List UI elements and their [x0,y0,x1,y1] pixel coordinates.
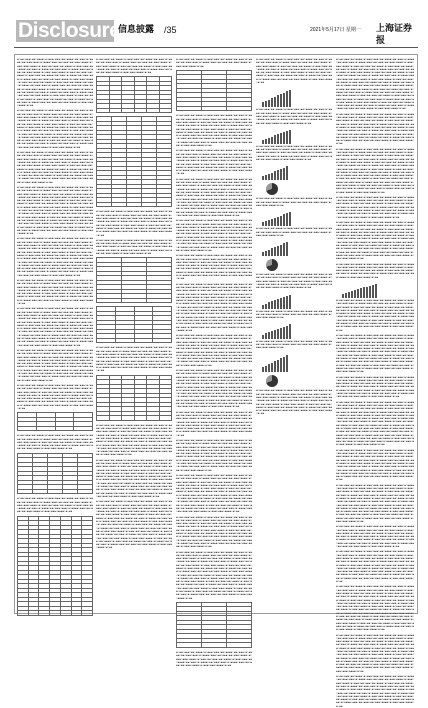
mini-pie-chart [266,183,278,195]
text-block: ▪▫▪▪▫▪▪▪▫▪▪▫▪▪▪▪▫▪▫▪▪▪▫▪▪▪▫▪▪▫▪▪▪▪▫▪▪▫▪▪▪▫▪▫▪▪▪▪▫▪▪▫▪▪▪▫▪▪▪▫▪▫▪▪▪▪▫▪▪▪▫▪▪▫▪▪▪▫▪▪▫▪▪▪▫▪▪▪▪▫▪▫▪▪▪▫▪▪▪▫▪▪▪▪▫▪▫▪▪▪▫▪▪▫▪▪▪▫▪▪▫▪▪▪▪▫▪▫▪▪▪▫▪▪▪▫▪▪▫▪▪▪▪▫▪▪▫▪▪▪▫▪▫▪▪▪▪▫▪▪▫▪▪▪▫▪▪▪▫▪▫▪▪▪▪▫▪▪▪▫▪▪▫▪▪▪▫▪▪▫▪▪▪▫▪▪▪▪▫▪▫▪▪▪▫▪▪▪▫▪▪▪▪▫▪▫▪▪▪▫▪▪▫▪▪▪▫▪▪▫▪▪▪▪▫▪▫▪▪▪▫▪▪▪▫▪▪▫▪▪▪▪▫▪▪▫▪▪▪▫▪▫▪▪▪▪▫▪▪▫▪▪▪▫▪▪▪▫▪▫▪▪▪▪▫▪▪▪▫▪▪▫▪▪▪▫▪▪▫▪▪▪▫▪▪▪▪▫▪▫▪▪▪▫▪▪▪▫▪▪▪▪▫▪▫▪▪▪▫▪▪▫▪▪▪▫▪▪▫▪▪▪▪▫▪▫▪▪▪▫▪▪▪▫▪▪▫▪▪▪▪▫▪▪▫▪▪▪▫▪▫▪▪▪▪▫▪▪▫▪▪▪▫▪▪▪▫▪▫▪▪▪▪▫▪▪▪▫▪▪▫▪▪▪▫▪▪▫▪▪▪▫▪▪▪▪▫▪▫▪▪▪▫▪▪▪▫▪▪▪▪▫▪▫▪▪▪▫▪▪▫▪▪▪▫▪▪▫▪▪▪▪▫▪▫▪▪▪▫▪▪▪▫▪▪▫▪▪▪▪▫▪▪▫▪▪▪▫▪▫▪▪▪▪▫▪▪▫▪▪▪▫▪▪▪▫▪▫▪▪▪▪▫▪▪▪▫▪▪▫▪▪▪▫▪▪▫▪▪▪▫▪▪▪▪▫▪▫▪▪▪▫▪▪▪▫▪▪▪▪▫▪▫▪▪▪▫▪▪▫▪▪▪▫▪▪▫▪▪▪▪▫▪▫▪▪▪▫▪▪▪▫▪▪▫▪▪▪▪▫▪▪▫▪▪▪▫▪▫▪▪▪▪▫▪▪▫▪▪▪▫▪▪▪▫▪▫▪▪▪▪▫▪▪▪▫▪▪▫▪▪▪▫▪▪▫▪▪▪▫▪▪▪▪▫▪▫▪▪▪▫▪▪▪▫▪▪▪▪▫▪▫▪▪ [176,282,252,332]
text-block: ▪▫▪▪▫▪▪▪▫▪▪▫▪▪▪▪▫▪▫▪▪▪▫▪▪▪▫▪▪▫▪▪▪▪▫▪▪▫▪▪▪▫▪▫▪▪▪▪▫▪▪▫▪▪▪▫▪▪▪▫▪▫▪▪▪▪▫▪▪▪▫▪▪▫▪▪▪▫▪▪▫▪▪▪▫▪▪▪▪▫▪▫▪▪▪▫▪▪▪▫▪▪▪▪▫▪▫▪▪▪▫▪▪▫▪▪▪▫▪▪▫▪▪▪▪▫▪▫▪▪▪▫▪▪▪▫▪▪▫▪▪▪▪▫▪▪▫▪▪▪▫▪▫▪▪▪▪▫▪▪▫▪▪▪▫▪▪▪▫▪▫▪▪▪▪▫▪▪▪▫▪▪▫▪▪▪▫▪▪▫▪▪▪▫▪▪▪▪▫▪▫▪▪▪▫▪▪▪▫▪▪▪▪▫▪▫▪▪ [256,108,332,125]
text-block: ▪▫▪▪▫▪▪▪▫▪▪▫▪▪▪▪▫▪▫▪▪▪▫▪▪▪▫▪▪▫▪▪▪▪▫▪▪▫▪▪▪▫▪▫▪▪▪▪▫▪▪▫▪▪▪▫▪▪▪▫▪▫▪▪▪▪▫▪▪▪▫▪▪▫▪▪▪▫▪▪▫▪▪▪▫▪▪▪▪▫▪▫▪▪▪▫▪▪▪▫▪▪▪▪▫▪▫▪▪▪▫▪▪▫▪▪▪▫▪▪▫▪▪▪▪▫▪▫▪▪▪▫▪▪▪▫▪▪▫▪▪▪▪▫▪▪▫▪▪▪▫▪▫▪▪▪▪▫▪▪▫▪▪▪▫▪▪▪▫▪▫▪▪▪▪▫▪▪▪▫▪▪▫▪▪▪▫▪▪▫▪▪▪▫▪▪▪▪▫▪▫▪▪▪▫▪▪▪▫▪▪▪▪▫▪▫▪▪ [176,650,252,668]
text-block: ▪▫▪▪▫▪▪▪▫▪▪▫▪▪▪▪▫▪▫▪▪▪▫▪▪▪▫▪▪▫▪▪▪▪▫▪▪▫▪▪▪▫▪▫▪▪▪▪▫▪▪▫▪▪▪▫▪▪▪▫▪▫▪▪▪▪▫▪▪▪▫▪▪▫▪▪▪▫▪▪▫▪▪▪▫▪▪▪▪▫▪▫▪▪▪▫▪▪▪▫▪▪▪▪▫▪▫▪▪▪▫▪▪▫▪▪▪▫▪▪▫▪▪▪▪▫▪▫▪▪▪▫▪▪▪▫▪▪▫▪▪▪▪▫▪▪▫▪▪▪▫▪▫▪▪▪▪▫▪▪▫▪▪▪▫▪▪▪▫▪▫▪▪▪▪▫▪▪▪▫▪▪▫▪▪▪▫▪▪▫▪▪▪▫▪▪▪▪▫▪▫▪▪▪▫▪▪▪▫▪▪▪▪▫▪▫▪▪▪▫▪▪▫▪▪▪▫▪▪▫▪▪▪▪▫▪▫▪▪▪▫▪▪▪▫▪▪▫▪▪▪▪▫▪▪▫▪▪▪▫▪▫▪▪▪▪▫▪▪▫▪▪▪▫▪▪▪▫▪▫▪▪▪▪▫▪▪▪▫▪▪▫▪▪▪▫▪▪▫▪▪▪▫▪▪▪▪▫▪▫▪▪▪▫▪▪▪▫▪▪▪▪▫▪▫▪▪ [176,149,252,176]
data-table [17,453,93,495]
text-block: ▪▫▪▪▫▪▪▪▫▪▪▫▪▪▪▪▫▪▫▪▪▪▫▪▪▪▫▪▪▫▪▪▪▪▫▪▪▫▪▪▪▫▪▫▪▪▪▪▫▪▪▫▪▪▪▫▪▪▪▫▪▫▪▪▪▪▫▪▪▪▫▪▪▫▪▪▪▫▪▪▫▪▪▪▫▪▪▪▪▫▪▫▪▪▪▫▪▪▪▫▪▪▪▪▫▪▫▪▪▪▫▪▪▫▪▪▪▫▪▪▫▪▪▪▪▫▪▫▪▪▪▫▪▪▪▫▪▪▫▪▪▪▪▫▪▪▫▪▪▪▫▪▫▪▪▪▪▫▪▪▫▪▪▪▫▪▪▪▫▪▫▪▪▪▪▫▪▪▪▫▪▪▫▪▪▪▫▪▪▫▪▪▪▫▪▪▪▪▫▪▫▪▪▪▫▪▪▪▫▪▪▪▪▫▪▫▪▪▪▫▪▪▫▪▪▪▫▪▪▫▪▪▪▪▫▪▫▪▪▪▫▪▪▪▫▪▪▫▪▪▪▪▫▪▪▫▪▪▪▫▪▫▪▪▪▪▫▪▪▫▪▪▪▫▪▪▪▫▪▫▪▪▪▪▫▪▪▪▫▪▪▫▪▪▪▫▪▪▫▪▪▪▫▪▪▪▪▫▪▫▪▪▪▫▪▪▪▫▪▪▪▪▫▪▫▪▪▪▫▪▪▫▪▪▪▫▪▪▫▪▪▪▪▫▪▫▪▪▪▫▪▪▪▫▪▪▫▪▪▪▪▫▪▪▫▪▪▪▫▪▫▪▪▪▪▫▪▪▫▪▪▪▫▪▪▪▫▪▫▪▪▪▪▫▪▪▪▫▪▪▫▪▪▪▫▪▪▫▪▪▪▫▪▪▪▪▫▪▫▪▪▪▫▪▪▪▫▪▪▪▪▫▪▫▪▪▪▫▪▪▫▪▪▪▫▪▪▫▪▪▪▪▫▪▫▪▪▪▫▪▪▪▫▪▪▫▪▪▪▪▫▪▪▫▪▪▪▫▪▫▪▪▪▪▫▪▪▫▪▪▪▫▪▪▪▫▪▫▪▪▪▪▫▪▪▪▫▪▪▫▪▪▪▫▪▪▫▪▪▪▫▪▪▪▪▫▪▫▪▪▪▫▪▪▪▫▪▪▪▪▫▪▫▪▪▪▫▪▪▫▪▪▪▫▪▪▫▪▪▪▪▫▪▫▪▪▪▫▪▪▪▫▪▪▫▪▪▪▪▫▪▪▫▪▪▪▫▪▫▪▪▪▪▫▪▪▫▪▪▪▫▪▪▪▫▪▫▪▪▪▪▫▪▪▪▫▪▪▫▪▪▪▫▪▪▫▪▪▪▫▪▪▪▪▫▪▫▪▪▪▫▪▪▪▫▪▪▪▪▫▪▫▪▪▪▫▪▪▫▪▪▪▫▪▪▫▪▪▪▪▫▪▫▪▪▪▫▪▪▪▫▪▪▫▪▪▪▪▫▪▪▫▪▪▪▫▪▫▪▪▪▪▫▪▪▫▪▪▪▫▪▪▪▫▪▫▪▪▪▪▫▪▪▪▫▪▪▫▪▪▪▫▪▪▫▪▪▪▫▪▪▪▪▫▪▫▪▪▪▫▪▪▪▫▪▪▪▪▫▪▫▪▪ [336,58,414,111]
text-block: ▪▫▪▪▫▪▪▪▫▪▪▫▪▪▪▪▫▪▫▪▪▪▫▪▪▪▫▪▪▫▪▪▪▪▫▪▪▫▪▪▪▫▪▫▪▪▪▪▫▪▪▫▪▪▪▫▪▪▪▫▪▫▪▪▪▪▫▪▪▪▫▪▪▫▪▪▪▫▪▪▫▪▪▪▫▪▪▪▪▫▪▫▪▪▪▫▪▪▪▫▪▪▪▪▫▪▫▪▪▪▫▪▪▫▪▪▪▫▪▪▫▪▪▪▪▫▪▫▪▪▪▫▪▪▪▫▪▪▫▪▪▪▪▫▪▪▫▪▪▪▫▪▫▪▪▪▪▫▪▪▫▪▪▪▫▪▪▪▫▪▫▪▪▪▪▫▪▪▪▫▪▪▫▪▪▪▫▪▪▫▪▪▪▫▪▪▪▪▫▪▫▪▪▪▫▪▪▪▫▪▪▪▪▫▪▫▪▪▪▫▪▪▫▪▪▪▫▪▪▫▪▪▪▪▫▪▫▪▪▪▫▪▪▪▫▪▪▫▪▪▪▪▫▪▪▫▪▪▪▫▪▫▪▪▪▪▫▪▪▫▪▪▪▫▪▪▪▫▪▫▪▪▪▪▫▪▪▪▫▪▪▫▪▪▪▫▪▪▫▪▪▪▫▪▪▪▪▫▪▫▪▪▪▫▪▪▪▫▪▪▪▪▫▪▫▪▪▪▫▪▪▫▪▪▪▫▪▪▫▪▪▪▪▫▪▫▪▪▪▫▪▪▪▫▪▪▫▪▪▪▪▫▪▪▫▪▪▪▫▪▫▪▪▪▪▫▪▪▫▪▪▪▫▪▪▪▫▪▫▪▪▪▪▫▪▪▪▫▪▪▫▪▪▪▫▪▪▫▪▪▪▫▪▪▪▪▫▪▫▪▪▪▫▪▪▪▫▪▪▪▪▫▪▫▪▪▪▫▪▪▫▪▪▪▫▪▪▫▪▪▪▪▫▪▫▪▪▪▫▪▪▪▫▪▪▫▪▪▪▪▫▪▪▫▪▪▪▫▪▫▪▪▪▪▫▪▪▫▪▪▪▫▪▪▪▫▪▫▪▪▪▪▫▪▪▪▫▪▪▫▪▪▪▫▪▪▫▪▪▪▫▪▪▪▪▫▪▫▪▪▪▫▪▪▪▫▪▪▪▪▫▪▫▪▪▪▫▪▪▫▪▪▪▫▪▪▫▪▪▪▪▫▪▫▪▪▪▫▪▪▪▫▪▪▫▪▪▪▪▫▪▪▫▪▪▪▫▪▫▪▪▪▪▫▪▪▫▪▪▪▫▪▪▪▫▪▫▪▪▪▪▫▪▪▪▫▪▪▫▪▪▪▫▪▪▫▪▪▪▫▪▪▪▪▫▪▫▪▪▪▫▪▪▪▫▪▪▪▪▫▪▫▪▪ [17,185,93,236]
column-1 [17,58,93,610]
text-block: ▪▫▪▪▫▪▪▪▫▪▪▫▪▪▪▪▫▪▫▪▪▪▫▪▪▪▫▪▪▫▪▪▪▪▫▪▪▫▪▪▪▫▪▫▪▪▪▪▫▪▪▫▪▪▪▫▪▪▪▫▪▫▪▪▪▪▫▪▪▪▫▪▪▫▪▪▪▫▪▪▫▪▪▪▫▪▪▪▪▫▪▫▪▪▪▫▪▪▪▫▪▪▪▪▫▪▫▪▪▪▫▪▪▫▪▪▪▫▪▪▫▪▪▪▪▫▪▫▪▪▪▫▪▪▪▫▪▪▫▪▪▪▪▫▪▪▫▪▪▪▫▪▫▪▪▪▪▫▪▪▫▪▪▪▫▪▪▪▫▪▫▪▪▪▪▫▪▪▪▫▪▪▫▪▪▪▫▪▪▫▪▪▪▫▪▪▪▪▫▪▫▪▪▪▫▪▪▪▫▪▪▪▪▫▪▫▪▪▪▫▪▪▫▪▪▪▫▪▪▫▪▪▪▪▫▪▫▪▪▪▫▪▪▪▫▪▪▫▪▪▪▪▫▪▪▫▪▪▪▫▪▫▪▪▪▪▫▪▪▫▪▪▪▫▪▪▪▫▪▫▪▪▪▪▫▪▪▪▫▪▪▫▪▪▪▫▪▪▫▪▪▪▫▪▪▪▪▫▪▫▪▪▪▫▪▪▪▫▪▪▪▪▫▪▫▪▪▪▫▪▪▫▪▪▪▫▪▪▫▪▪▪▪▫▪▫▪▪▪▫▪▪▪▫▪▪▫▪▪▪▪▫▪▪▫▪▪▪▫▪▫▪▪▪▪▫▪▪▫▪▪▪▫▪▪▪▫▪▫▪▪▪▪▫▪▪▪▫▪▪▫▪▪▪▫▪▪▫▪▪▪▫▪▪▪▪▫▪▫▪▪▪▫▪▪▪▫▪▪▪▪▫▪▫▪▪▪▫▪▪▫▪▪▪▫▪▪▫▪▪▪▪▫▪▫▪▪▪▫▪▪▪▫▪▪▫▪▪▪▪▫▪▪▫▪▪▪▫▪▫▪▪▪▪▫▪▪▫▪▪▪▫▪▪▪▫▪▫▪▪▪▪▫▪▪▪▫▪▪▫▪▪▪▫▪▪▫▪▪▪▫▪▪▪▪▫▪▫▪▪▪▫▪▪▪▫▪▪▪▪▫▪▫▪▪▪▫▪▪▫▪▪▪▫▪▪▫▪▪▪▪▫▪▫▪▪▪▫▪▪▪▫▪▪▫▪▪▪▪▫▪▪▫▪▪▪▫▪▫▪▪▪▪▫▪▪▫▪▪▪▫▪▪▪▫▪▫▪▪▪▪▫▪▪▪▫▪▪▫▪▪▪▫▪▪▫▪▪▪▫▪▪▪▪▫▪▫▪▪▪▫▪▪▪▫▪▪▪▪▫▪▫▪▪ [336,400,414,447]
text-block: ▪▫▪▪▫▪▪▪▫▪▪▫▪▪▪▪▫▪▫▪▪▪▫▪▪▪▫▪▪▫▪▪▪▪▫▪▪▫▪▪▪▫▪▫▪▪▪▪▫▪▪▫▪▪▪▫▪▪▪▫▪▫▪▪▪▪▫▪▪▪▫▪▪▫▪▪▪▫▪▪▫▪▪▪▫▪▪▪▪▫▪▫▪▪▪▫▪▪▪▫▪▪▪▪▫▪▫▪▪ [256,309,332,320]
text-block: ▪▫▪▪▫▪▪▪▫▪▪▫▪▪▪▪▫▪▫▪▪▪▫▪▪▪▫▪▪▫▪▪▪▪▫▪▪▫▪▪▪▫▪▫▪▪▪▪▫▪▪▫▪▪▪▫▪▪▪▫▪▫▪▪▪▪▫▪▪▪▫▪▪▫▪▪▪▫▪▪▫▪▪▪▫▪▪▪▪▫▪▫▪▪▪▫▪▪▪▫▪▪▪▪▫▪▫▪▪▪▫▪▪▫▪▪▪▫▪▪▫▪▪▪▪▫▪▫▪▪▪▫▪▪▪▫▪▪▫▪▪▪▪▫▪▪▫▪▪▪▫▪▫▪▪▪▪▫▪▪▫▪▪▪▫▪▪▪▫▪▫▪▪▪▪▫▪▪▪▫▪▪▫▪▪▪▫▪▪▫▪▪▪▫▪▪▪▪▫▪▫▪▪▪▫▪▪▪▫▪▪▪▪▫▪▫▪▪▪▫▪▪▫▪▪▪▫▪▪▫▪▪▪▪▫▪▫▪▪▪▫▪▪▪▫▪▪▫▪▪▪▪▫▪▪▫▪▪▪▫▪▫▪▪▪▪▫▪▪▫▪▪▪▫▪▪▪▫▪▫▪▪▪▪▫▪▪▪▫▪▪▫▪▪▪▫▪▪▫▪▪▪▫▪▪▪▪▫▪▫▪▪▪▫▪▪▪▫▪▪▪▪▫▪▫▪▪ [256,58,332,85]
text-block: ▪▫▪▪▫▪▪▪▫▪▪▫▪▪▪▪▫▪▫▪▪▪▫▪▪▪▫▪▪▫▪▪▪▪▫▪▪▫▪▪▪▫▪▫▪▪▪▪▫▪▪▫▪▪▪▫▪▪▪▫▪▫▪▪▪▪▫▪▪▪▫▪▪▫▪▪▪▫▪▪▫▪▪▪▫▪▪▪▪▫▪▫▪▪▪▫▪▪▪▫▪▪▪▪▫▪▫▪▪▪▫▪▪▫▪▪▪▫▪▪▫▪▪▪▪▫▪▫▪▪▪▫▪▪▪▫▪▪▫▪▪▪▪▫▪▪▫▪▪▪▫▪▫▪▪▪▪▫▪▪▫▪▪▪▫▪▪▪▫▪▫▪▪▪▪▫▪▪▪▫▪▪▫▪▪▪▫▪▪▫▪▪▪▫▪▪▪▪▫▪▫▪▪▪▫▪▪▪▫▪▪▪▪▫▪▫▪▪▪▫▪▪▫▪▪▪▫▪▪▫▪▪▪▪▫▪▫▪▪▪▫▪▪▪▫▪▪▫▪▪▪▪▫▪▪▫▪▪▪▫▪▫▪▪▪▪▫▪▪▫▪▪▪▫▪▪▪▫▪▫▪▪▪▪▫▪▪▪▫▪▪▫▪▪▪▫▪▪▫▪▪▪▫▪▪▪▪▫▪▫▪▪▪▫▪▪▪▫▪▪▪▪▫▪▫▪▪ [96,346,172,373]
data-table [96,257,172,303]
newspaper-name: 上海证券报 [376,24,413,46]
text-block: ▪▫▪▪▫▪▪▪▫▪▪▫▪▪▪▪▫▪▫▪▪▪▫▪▪▪▫▪▪▫▪▪▪▪▫▪▪▫▪▪▪▫▪▫▪▪▪▪▫▪▪▫▪▪▪▫▪▪▪▫▪▫▪▪▪▪▫▪▪▪▫▪▪▫▪▪▪▫▪▪▫▪▪▪▫▪▪▪▪▫▪▫▪▪▪▫▪▪▪▫▪▪▪▪▫▪▫▪▪ [256,227,332,237]
text-block: ▪▫▪▪▫▪▪▪▫▪▪▫▪▪▪▪▫▪▫▪▪▪▫▪▪▪▫▪▪▫▪▪▪▪▫▪▪▫▪▪▪▫▪▫▪▪▪▪▫▪▪▫▪▪▪▫▪▪▪▫▪▫▪▪▪▪▫▪▪▪▫▪▪▫▪▪▪▫▪▪▫▪▪▪▫▪▪▪▪▫▪▫▪▪▪▫▪▪▪▫▪▪▪▪▫▪▫▪▪▪▫▪▪▫▪▪▪▫▪▪▫▪▪▪▪▫▪▫▪▪▪▫▪▪▪▫▪▪▫▪▪▪▪▫▪▪▫▪▪▪▫▪▫▪▪▪▪▫▪▪▫▪▪▪▫▪▪▪▫▪▫▪▪▪▪▫▪▪▪▫▪▪▫▪▪▪▫▪▪▫▪▪▪▫▪▪▪▪▫▪▫▪▪▪▫▪▪▪▫▪▪▪▪▫▪▫▪▪▪▫▪▪▫▪▪▪▫▪▪▫▪▪▪▪▫▪▫▪▪▪▫▪▪▪▫▪▪▫▪▪▪▪▫▪▪▫▪▪▪▫▪▫▪▪▪▪▫▪▪▫▪▪▪▫▪▪▪▫▪▫▪▪▪▪▫▪▪▪▫▪▪▫▪▪▪▫▪▪▫▪▪▪▫▪▪▪▪▫▪▫▪▪▪▫▪▪▪▫▪▪▪▪▫▪▫▪▪▪▫▪▪▫▪▪▪▫▪▪▫▪▪▪▪▫▪▫▪▪▪▫▪▪▪▫▪▪▫▪▪▪▪▫▪▪▫▪▪▪▫▪▫▪▪▪▪▫▪▪▫▪▪▪▫▪▪▪▫▪▫▪▪▪▪▫▪▪▪▫▪▪▫▪▪▪▫▪▪▫▪▪▪▫▪▪▪▪▫▪▫▪▪▪▫▪▪▪▫▪▪▪▪▫▪▫▪▪▪▫▪▪▫▪▪▪▫▪▪▫▪▪▪▪▫▪▫▪▪▪▫▪▪▪▫▪▪▫▪▪▪▪▫▪▪▫▪▪▪▫▪▫▪▪▪▪▫▪▪▫▪▪▪▫▪▪▪▫▪▫▪▪▪▪▫▪▪▪▫▪▪▫▪▪▪▫▪▪▫▪▪▪▫▪▪▪▪▫▪▫▪▪▪▫▪▪▪▫▪▪▪▪▫▪▫▪▪▪▫▪▪▫▪▪▪▫▪▪▫▪▪▪▪▫▪▫▪▪▪▫▪▪▪▫▪▪▫▪▪▪▪▫▪▪▫▪▪▪▫▪▫▪▪▪▪▫▪▪▫▪▪▪▫▪▪▪▫▪▫▪▪▪▪▫▪▪▪▫▪▪▫▪▪▪▫▪▪▫▪▪▪▫▪▪▪▪▫▪▫▪▪▪▫▪▪▪▫▪▪▪▪▫▪▫▪▪ [336,147,414,194]
data-table [176,70,252,112]
text-block: ▪▫▪▪▫▪▪▪▫▪▪▫▪▪▪▪▫▪▫▪▪▪▫▪▪▪▫▪▪▫▪▪▪▪▫▪▪▫▪▪▪▫▪▫▪▪▪▪▫▪▪▫▪▪▪▫▪▪▪▫▪▫▪▪▪▪▫▪▪▪▫▪▪▫▪▪▪▫▪▪▫▪▪▪▫▪▪▪▪▫▪▫▪▪▪▫▪▪▪▫▪▪▪▪▫▪▫▪▪▪▫▪▪▫▪▪▪▫▪▪▫▪▪▪▪▫▪▫▪▪▪▫▪▪▪▫▪▪▫▪▪▪▪▫▪▪▫▪▪▪▫▪▫▪▪▪▪▫▪▪▫▪▪▪▫▪▪▪▫▪▫▪▪▪▪▫▪▪▪▫▪▪▫▪▪▪▫▪▪▫▪▪▪▫▪▪▪▪▫▪▫▪▪▪▫▪▪▪▫▪▪▪▪▫▪▫▪▪▪▫▪▪▫▪▪▪▫▪▪▫▪▪▪▪▫▪▫▪▪▪▫▪▪▪▫▪▪▫▪▪▪▪▫▪▪▫▪▪▪▫▪▫▪▪▪▪▫▪▪▫▪▪▪▫▪▪▪▫▪▫▪▪▪▪▫▪▪▪▫▪▪▫▪▪▪▫▪▪▫▪▪▪▫▪▪▪▪▫▪▫▪▪▪▫▪▪▪▫▪▪▪▪▫▪▫▪▪▪▫▪▪▫▪▪▪▫▪▪▫▪▪▪▪▫▪▫▪▪▪▫▪▪▪▫▪▪▫▪▪▪▪▫▪▪▫▪▪▪▫▪▫▪▪▪▪▫▪▪▫▪▪▪▫▪▪▪▫▪▫▪▪▪▪▫▪▪▪▫▪▪▫▪▪▪▫▪▪▫▪▪▪▫▪▪▪▪▫▪▫▪▪▪▫▪▪▪▫▪▪▪▪▫▪▫▪▪ [176,334,252,367]
text-block: ▪▫▪▪▫▪▪▪▫▪▪▫▪▪▪▪▫▪▫▪▪▪▫▪▪▪▫▪▪▫▪▪▪▪▫▪▪▫▪▪▪▫▪▫▪▪▪▪▫▪▪▫▪▪▪▫▪▪▪▫▪▫▪▪▪▪▫▪▪▪▫▪▪▫▪▪▪▫▪▪▫▪▪▪▫▪▪▪▪▫▪▫▪▪▪▫▪▪▪▫▪▪▪▪▫▪▫▪▪▪▫▪▪▫▪▪▪▫▪▪▫▪▪▪▪▫▪▫▪▪▪▫▪▪▪▫▪▪▫▪▪▪▪▫▪▪▫▪▪▪▫▪▫▪▪▪▪▫▪▪▫▪▪▪▫▪▪▪▫▪▫▪▪▪▪▫▪▪▪▫▪▪▫▪▪▪▫▪▪▫▪▪▪▫▪▪▪▪▫▪▫▪▪▪▫▪▪▪▫▪▪▪▪▫▪▫▪▪ [256,273,332,290]
data-table [96,116,172,207]
text-block: ▪▫▪▪▫▪▪▪▫▪▪▫▪▪▪▪▫▪▫▪▪▪▫▪▪▪▫▪▪▫▪▪▪▪▫▪▪▫▪▪▪▫▪▫▪▪▪▪▫▪▪▫▪▪▪▫▪▪▪▫▪▫▪▪▪▪▫▪▪▪▫▪▪▫▪▪▪▫▪▪▫▪▪▪▫▪▪▪▪▫▪▫▪▪▪▫▪▪▪▫▪▪▪▪▫▪▫▪▪▪▫▪▪▫▪▪▪▫▪▪▫▪▪▪▪▫▪▫▪▪▪▫▪▪▪▫▪▪▫▪▪▪▪▫▪▪▫▪▪▪▫▪▫▪▪▪▪▫▪▪▫▪▪▪▫▪▪▪▫▪▫▪▪▪▪▫▪▪▪▫▪▪▫▪▪▪▫▪▪▫▪▪▪▫▪▪▪▪▫▪▫▪▪▪▫▪▪▪▫▪▪▪▪▫▪▫▪▪▪▫▪▪▫▪▪▪▫▪▪▫▪▪▪▪▫▪▫▪▪▪▫▪▪▪▫▪▪▫▪▪▪▪▫▪▪▫▪▪▪▫▪▫▪▪▪▪▫▪▪▫▪▪▪▫▪▪▪▫▪▫▪▪▪▪▫▪▪▪▫▪▪▫▪▪▪▫▪▪▫▪▪▪▫▪▪▪▪▫▪▫▪▪▪▫▪▪▪▫▪▪▪▪▫▪▫▪▪▪▫▪▪▫▪▪▪▫▪▪▫▪▪▪▪▫▪▫▪▪▪▫▪▪▪▫▪▪▫▪▪▪▪▫▪▪▫▪▪▪▫▪▫▪▪▪▪▫▪▪▫▪▪▪▫▪▪▪▫▪▫▪▪▪▪▫▪▪▪▫▪▪▫▪▪▪▫▪▪▫▪▪▪▫▪▪▪▪▫▪▫▪▪▪▫▪▪▪▫▪▪▪▪▫▪▫▪▪ [336,448,414,482]
data-table [17,412,93,431]
mini-bar-chart [342,282,414,298]
header-rule [14,47,418,48]
text-block: ▪▫▪▪▫▪▪▪▫▪▪▫▪▪▪▪▫▪▫▪▪▪▫▪▪▪▫▪▪▫▪▪▪▪▫▪▪▫▪▪▪▫▪▫▪▪▪▪▫▪▪▫▪▪▪▫▪▪▪▫▪▫▪▪▪▪▫▪▪▪▫▪▪▫▪▪▪▫▪▪▫▪▪▪▫▪▪▪▪▫▪▫▪▪▪▫▪▪▪▫▪▪▪▪▫▪▫▪▪▪▫▪▪▫▪▪▪▫▪▪▫▪▪▪▪▫▪▫▪▪▪▫▪▪▪▫▪▪▫▪▪▪▪▫▪▪▫▪▪▪▫▪▫▪▪▪▪▫▪▪▫▪▪▪▫▪▪▪▫▪▫▪▪▪▪▫▪▪▪▫▪▪▫▪▪▪▫▪▪▫▪▪▪▫▪▪▪▪▫▪▫▪▪▪▫▪▪▪▫▪▪▪▪▫▪▫▪▪▪▫▪▪▫▪▪▪▫▪▪▫▪▪▪▪▫▪▫▪▪▪▫▪▪▪▫▪▪▫▪▪▪▪▫▪▪▫▪▪▪▫▪▫▪▪▪▪▫▪▪▫▪▪▪▫▪▪▪▫▪▫▪▪▪▪▫▪▪▪▫▪▪▫▪▪▪▫▪▪▫▪▪▪▫▪▪▪▪▫▪▫▪▪▪▫▪▪▪▫▪▪▪▪▫▪▫▪▪ [336,525,414,549]
column-2 [96,58,172,610]
text-block: ▪▫▪▪▫▪▪▪▫▪▪▫▪▪▪▪▫▪▫▪▪▪▫▪▪▪▫▪▪▫▪▪▪▪▫▪▪▫▪▪▪▫▪▫▪▪▪▪▫▪▪▫▪▪▪▫▪▪▪▫▪▫▪▪▪▪▫▪▪▪▫▪▪▫▪▪▪▫▪▪▫▪▪▪▫▪▪▪▪▫▪▫▪▪▪▫▪▪▪▫▪▪▪▪▫▪▫▪▪▪▫▪▪▫▪▪▪▫▪▪▫▪▪▪▪▫▪▫▪▪▪▫▪▪▪▫▪▪▫▪▪▪▪▫▪▪▫▪▪▪▫▪▫▪▪▪▪▫▪▪▫▪▪▪▫▪▪▪▫▪▫▪▪▪▪▫▪▪▪▫▪▪▫▪▪▪▫▪▪▫▪▪▪▫▪▪▪▪▫▪▫▪▪▪▫▪▪▪▫▪▪▪▪▫▪▫▪▪▪▫▪▪▫▪▪▪▫▪▪▫▪▪▪▪▫▪▫▪▪▪▫▪▪▪▫▪▪▫▪▪▪▪▫▪▪▫▪▪▪▫▪▫▪▪▪▪▫▪▪▫▪▪▪▫▪▪▪▫▪▫▪▪▪▪▫▪▪▪▫▪▪▫▪▪▪▫▪▪▫▪▪▪▫▪▪▪▪▫▪▫▪▪▪▫▪▪▪▫▪▪▪▪▫▪▫▪▪▪▫▪▪▫▪▪▪▫▪▪▫▪▪▪▪▫▪▫▪▪▪▫▪▪▪▫▪▪▫▪▪▪▪▫▪▪▫▪▪▪▫▪▫▪▪▪▪▫▪▪▫▪▪▪▫▪▪▪▫▪▫▪▪▪▪▫▪▪▪▫▪▪▫▪▪▪▫▪▪▫▪▪▪▫▪▪▪▪▫▪▫▪▪▪▫▪▪▪▫▪▪▪▪▫▪▫▪▪ [96,423,172,457]
page-number: /35 [164,25,177,35]
mini-bar-chart [262,128,332,144]
text-block: ▪▫▪▪▫▪▪▪▫▪▪▫▪▪▪▪▫▪▫▪▪▪▫▪▪▪▫▪▪▫▪▪▪▪▫▪▪▫▪▪▪▫▪▫▪▪▪▪▫▪▪▫▪▪▪▫▪▪▪▫▪▫▪▪▪▪▫▪▪▪▫▪▪▫▪▪▪▫▪▪▫▪▪▪▫▪▪▪▪▫▪▫▪▪▪▫▪▪▪▫▪▪▪▪▫▪▫▪▪▪▫▪▪▫▪▪▪▫▪▪▫▪▪▪▪▫▪▫▪▪▪▫▪▪▪▫▪▪▫▪▪▪▪▫▪▪▫▪▪▪▫▪▫▪▪▪▪▫▪▪▫▪▪▪▫▪▪▪▫▪▫▪▪▪▪▫▪▪▪▫▪▪▫▪▪▪▫▪▪▫▪▪▪▫▪▪▪▪▫▪▫▪▪▪▫▪▪▪▫▪▪▪▪▫▪▫▪▪▪▫▪▪▫▪▪▪▫▪▪▫▪▪▪▪▫▪▫▪▪▪▫▪▪▪▫▪▪▫▪▪▪▪▫▪▪▫▪▪▪▫▪▫▪▪▪▪▫▪▪▫▪▪▪▫▪▪▪▫▪▫▪▪▪▪▫▪▪▪▫▪▪▫▪▪▪▫▪▪▫▪▪▪▫▪▪▪▪▫▪▫▪▪▪▫▪▪▪▫▪▪▪▪▫▪▫▪▪▪▫▪▪▫▪▪▪▫▪▪▫▪▪▪▪▫▪▫▪▪▪▫▪▪▪▫▪▪▫▪▪▪▪▫▪▪▫▪▪▪▫▪▫▪▪▪▪▫▪▪▫▪▪▪▫▪▪▪▫▪▫▪▪▪▪▫▪▪▪▫▪▪▫▪▪▪▫▪▪▫▪▪▪▫▪▪▪▪▫▪▫▪▪▪▫▪▪▪▫▪▪▪▪▫▪▫▪▪▪▫▪▪▫▪▪▪▫▪▪▫▪▪▪▪▫▪▫▪▪▪▫▪▪▪▫▪▪▫▪▪▪▪▫▪▪▫▪▪▪▫▪▫▪▪▪▪▫▪▪▫▪▪▪▫▪▪▪▫▪▫▪▪▪▪▫▪▪▪▫▪▪▫▪▪▪▫▪▪▫▪▪▪▫▪▪▪▪▫▪▫▪▪▪▫▪▪▪▫▪▪▪▪▫▪▫▪▪ [336,633,414,673]
text-block: ▪▫▪▪▫▪▪▪▫▪▪▫▪▪▪▪▫▪▫▪▪▪▫▪▪▪▫▪▪▫▪▪▪▪▫▪▪▫▪▪▪▫▪▫▪▪▪▪▫▪▪▫▪▪▪▫▪▪▪▫▪▫▪▪▪▪▫▪▪▪▫▪▪▫▪▪▪▫▪▪▫▪▪▪▫▪▪▪▪▫▪▫▪▪▪▫▪▪▪▫▪▪▪▪▫▪▫▪▪▪▫▪▪▫▪▪▪▫▪▪▫▪▪▪▪▫▪▫▪▪▪▫▪▪▪▫▪▪▫▪▪▪▪▫▪▪▫▪▪▪▫▪▫▪▪▪▪▫▪▪▫▪▪▪▫▪▪▪▫▪▫▪▪▪▪▫▪▪▪▫▪▪▫▪▪▪▫▪▪▫▪▪▪▫▪▪▪▪▫▪▫▪▪▪▫▪▪▪▫▪▪▪▪▫▪▫▪▪▪▫▪▪▫▪▪▪▫▪▪▫▪▪▪▪▫▪▫▪▪▪▫▪▪▪▫▪▪▫▪▪▪▪▫▪▪▫▪▪▪▫▪▫▪▪▪▪▫▪▪▫▪▪▪▫▪▪▪▫▪▫▪▪▪▪▫▪▪▪▫▪▪▫▪▪▪▫▪▪▫▪▪▪▫▪▪▪▪▫▪▫▪▪▪▫▪▪▪▫▪▪▪▪▫▪▫▪▪▪▫▪▪▫▪▪▪▫▪▪▫▪▪▪▪▫▪▫▪▪▪▫▪▪▪▫▪▪▫▪▪▪▪▫▪▪▫▪▪▪▫▪▫▪▪▪▪▫▪▪▫▪▪▪▫▪▪▪▫▪▫▪▪▪▪▫▪▪▪▫▪▪▫▪▪▪▫▪▪▫▪▪▪▫▪▪▪▪▫▪▫▪▪▪▫▪▪▪▫▪▪▪▪▫▪▫▪▪▪▫▪▪▫▪▪▪▫▪▪▫▪▪▪▪▫▪▫▪▪▪▫▪▪▪▫▪▪▫▪▪▪▪▫▪▪▫▪▪▪▫▪▫▪▪▪▪▫▪▪▫▪▪▪▫▪▪▪▫▪▫▪▪▪▪▫▪▪▪▫▪▪▫▪▪▪▫▪▪▫▪▪▪▫▪▪▪▪▫▪▫▪▪▪▫▪▪▪▫▪▪▪▪▫▪▫▪▪ [336,220,414,261]
text-block: ▪▫▪▪▫▪▪▪▫▪▪▫▪▪▪▪▫▪▫▪▪▪▫▪▪▪▫▪▪▫▪▪▪▪▫▪▪▫▪▪▪▫▪▫▪▪▪▪▫▪▪▫▪▪▪▫▪▪▪▫▪▫▪▪▪▪▫▪▪▪▫▪▪▫▪▪▪▫▪▪▫▪▪▪▫▪▪▪▪▫▪▫▪▪▪▫▪▪▪▫▪▪▪▪▫▪▫▪▪▪▫▪▪▫▪▪▪▫▪▪▫▪▪▪▪▫▪▫▪▪▪▫▪▪▪▫▪▪▫▪▪▪▪▫▪▪▫▪▪▪▫▪▫▪▪▪▪▫▪▪▫▪▪▪▫▪▪▪▫▪▫▪▪▪▪▫▪▪▪▫▪▪▫▪▪▪▫▪▪▫▪▪▪▫▪▪▪▪▫▪▫▪▪▪▫▪▪▪▫▪▪▪▪▫▪▫▪▪▪▫▪▪▫▪▪▪▫▪▪▫▪▪▪▪▫▪▫▪▪▪▫▪▪▪▫▪▪▫▪▪▪▪▫▪▪▫▪▪▪▫▪▫▪▪▪▪▫▪▪▫▪▪▪▫▪▪▪▫▪▫▪▪▪▪▫▪▪▪▫▪▪▫▪▪▪▫▪▪▫▪▪▪▫▪▪▪▪▫▪▫▪▪▪▫▪▪▪▫▪▪▪▪▫▪▫▪▪▪▫▪▪▫▪▪▪▫▪▪▫▪▪▪▪▫▪▫▪▪▪▫▪▪▪▫▪▪▫▪▪▪▪▫▪▪▫▪▪▪▫▪▫▪▪▪▪▫▪▪▫▪▪▪▫▪▪▪▫▪▫▪▪▪▪▫▪▪▪▫▪▪▫▪▪▪▫▪▪▫▪▪▪▫▪▪▪▪▫▪▫▪▪▪▫▪▪▪▫▪▪▪▪▫▪▫▪▪▪▫▪▪▫▪▪▪▫▪▪▫▪▪▪▪▫▪▫▪▪▪▫▪▪▪▫▪▪▫▪▪▪▪▫▪▪▫▪▪▪▫▪▫▪▪▪▪▫▪▪▫▪▪▪▫▪▪▪▫▪▫▪▪▪▪▫▪▪▪▫▪▪▫▪▪▪▫▪▪▫▪▪▪▫▪▪▪▪▫▪▫▪▪▪▫▪▪▪▫▪▪▪▪▫▪▫▪▪▪▫▪▪▫▪▪▪▫▪▪▫▪▪▪▪▫▪▫▪▪▪▫▪▪▪▫▪▪▫▪▪▪▪▫▪▪▫▪▪▪▫▪▫▪▪▪▪▫▪▪▫▪▪▪▫▪▪▪▫▪▫▪▪▪▪▫▪▪▪▫▪▪▫▪▪▪▫▪▪▫▪▪▪▫▪▪▪▪▫▪▫▪▪▪▫▪▪▪▫▪▪▪▪▫▪▫▪▪ [96,500,172,550]
data-table [96,375,172,421]
text-block: ▪▫▪▪▫▪▪▪▫▪▪▫▪▪▪▪▫▪▫▪▪▪▫▪▪▪▫▪▪▫▪▪▪▪▫▪▪▫▪▪▪▫▪▫▪▪▪▪▫▪▪▫▪▪▪▫▪▪▪▫▪▫▪▪▪▪▫▪▪▪▫▪▪▫▪▪▪▫▪▪▫▪▪▪▫▪▪▪▪▫▪▫▪▪▪▫▪▪▪▫▪▪▪▪▫▪▫▪▪▪▫▪▪▫▪▪▪▫▪▪▫▪▪▪▪▫▪▫▪▪▪▫▪▪▪▫▪▪▫▪▪▪▪▫▪▪▫▪▪▪▫▪▫▪▪▪▪▫▪▪▫▪▪▪▫▪▪▪▫▪▫▪▪▪▪▫▪▪▪▫▪▪▫▪▪▪▫▪▪▫▪▪▪▫▪▪▪▪▫▪▫▪▪▪▫▪▪▪▫▪▪▪▪▫▪▫▪▪ [336,262,414,279]
column-4 [256,58,332,610]
text-block: ▪▫▪▪▫▪▪▪▫▪▪▫▪▪▪▪▫▪▫▪▪▪▫▪▪▪▫▪▪▫▪▪▪▪▫▪▪▫▪▪▪▫▪▫▪▪▪▪▫▪▪▫▪▪▪▫▪▪▪▫▪▫▪▪▪▪▫▪▪▪▫▪▪▫▪▪▪▫▪▪▫▪▪▪▫▪▪▪▪▫▪▫▪▪▪▫▪▪▪▫▪▪▪▪▫▪▫▪▪▪▫▪▪▫▪▪▪▫▪▪▫▪▪▪▪▫▪▫▪▪▪▫▪▪▪▫▪▪▫▪▪▪▪▫▪▪▫▪▪▪▫▪▫▪▪▪▪▫▪▪▫▪▪▪▫▪▪▪▫▪▫▪▪▪▪▫▪▪▪▫▪▪▫▪▪▪▫▪▪▫▪▪▪▫▪▪▪▪▫▪▫▪▪▪▫▪▪▪▫▪▪▪▪▫▪▫▪▪▪▫▪▪▫▪▪▪▫▪▪▫▪▪▪▪▫▪▫▪▪▪▫▪▪▪▫▪▪▫▪▪▪▪▫▪▪▫▪▪▪▫▪▫▪▪▪▪▫▪▪▫▪▪▪▫▪▪▪▫▪▫▪▪▪▪▫▪▪▪▫▪▪▫▪▪▪▫▪▪▫▪▪▪▫▪▪▪▪▫▪▫▪▪▪▫▪▪▪▫▪▪▪▪▫▪▫▪▪▪▫▪▪▫▪▪▪▫▪▪▫▪▪▪▪▫▪▫▪▪▪▫▪▪▪▫▪▪▫▪▪▪▪▫▪▪▫▪▪▪▫▪▫▪▪▪▪▫▪▪▫▪▪▪▫▪▪▪▫▪▫▪▪▪▪▫▪▪▪▫▪▪▫▪▪▪▫▪▪▫▪▪▪▫▪▪▪▪▫▪▫▪▪▪▫▪▪▪▫▪▪▪▪▫▪▫▪▪ [176,114,252,148]
text-block: ▪▫▪▪▫▪▪▪▫▪▪▫▪▪▪▪▫▪▫▪▪▪▫▪▪▪▫▪▪▫▪▪▪▪▫▪▪▫▪▪▪▫▪▫▪▪▪▪▫▪▪▫▪▪▪▫▪▪▪▫▪▫▪▪▪▪▫▪▪▪▫▪▪▫▪▪▪▫▪▪▫▪▪▪▫▪▪▪▪▫▪▫▪▪▪▫▪▪▪▫▪▪▪▪▫▪▫▪▪▪▫▪▪▫▪▪▪▫▪▪▫▪▪▪▪▫▪▫▪▪▪▫▪▪▪▫▪▪▫▪▪▪▪▫▪▪▫▪▪▪▫▪▫▪▪▪▪▫▪▪▫▪▪▪▫▪▪▪▫▪▫▪▪▪▪▫▪▪▪▫▪▪▫▪▪▪▫▪▪▫▪▪▪▫▪▪▪▪▫▪▫▪▪▪▫▪▪▪▫▪▪▪▪▫▪▫▪▪ [17,497,93,514]
text-block: ▪▫▪▪▫▪▪▪▫▪▪▫▪▪▪▪▫▪▫▪▪▪▫▪▪▪▫▪▪▫▪▪▪▪▫▪▪▫▪▪▪▫▪▫▪▪▪▪▫▪▪▫▪▪▪▫▪▪▪▫▪▫▪▪▪▪▫▪▪▪▫▪▪▫▪▪▪▫▪▪▫▪▪▪▫▪▪▪▪▫▪▫▪▪▪▫▪▪▪▫▪▪▪▪▫▪▫▪▪▪▫▪▪▫▪▪▪▫▪▪▫▪▪▪▪▫▪▫▪▪▪▫▪▪▪▫▪▪▫▪▪▪▪▫▪▪▫▪▪▪▫▪▫▪▪▪▪▫▪▪▫▪▪▪▫▪▪▪▫▪▫▪▪▪▪▫▪▪▪▫▪▪▫▪▪▪▫▪▪▫▪▪▪▫▪▪▪▪▫▪▫▪▪▪▫▪▪▪▫▪▪▪▪▫▪▫▪▪▪▫▪▪▫▪▪▪▫▪▪▫▪▪▪▪▫▪▫▪▪▪▫▪▪▪▫▪▪▫▪▪▪▪▫▪▪▫▪▪▪▫▪▫▪▪▪▪▫▪▪▫▪▪▪▫▪▪▪▫▪▫▪▪▪▪▫▪▪▪▫▪▪▫▪▪▪▫▪▪▫▪▪▪▫▪▪▪▪▫▪▫▪▪▪▫▪▪▪▫▪▪▪▪▫▪▫▪▪ [336,375,414,399]
text-block: ▪▫▪▪▫▪▪▪▫▪▪▫▪▪▪▪▫▪▫▪▪▪▫▪▪▪▫▪▪▫▪▪▪▪▫▪▪▫▪▪▪▫▪▫▪▪▪▪▫▪▪▫▪▪▪▫▪▪▪▫▪▫▪▪▪▪▫▪▪▪▫▪▪▫▪▪▪▫▪▪▫▪▪▪▫▪▪▪▪▫▪▫▪▪▪▫▪▪▪▫▪▪▪▪▫▪▫▪▪▪▫▪▪▫▪▪▪▫▪▪▫▪▪▪▪▫▪▫▪▪▪▫▪▪▪▫▪▪▫▪▪▪▪▫▪▪▫▪▪▪▫▪▫▪▪▪▪▫▪▪▫▪▪▪▫▪▪▪▫▪▫▪▪▪▪▫▪▪▪▫▪▪▫▪▪▪▫▪▪▫▪▪▪▫▪▪▪▪▫▪▫▪▪▪▫▪▪▪▫▪▪▪▪▫▪▫▪▪▪▫▪▪▫▪▪▪▫▪▪▫▪▪▪▪▫▪▫▪▪▪▫▪▪▪▫▪▪▫▪▪▪▪▫▪▪▫▪▪▪▫▪▫▪▪▪▪▫▪▪▫▪▪▪▫▪▪▪▫▪▫▪▪▪▪▫▪▪▪▫▪▪▫▪▪▪▫▪▪▫▪▪▪▫▪▪▪▪▫▪▫▪▪▪▫▪▪▪▫▪▪▪▪▫▪▫▪▪▪▫▪▪▫▪▪▪▫▪▪▫▪▪▪▪▫▪▫▪▪▪▫▪▪▪▫▪▪▫▪▪▪▪▫▪▪▫▪▪▪▫▪▫▪▪▪▪▫▪▪▫▪▪▪▫▪▪▪▫▪▫▪▪▪▪▫▪▪▪▫▪▪▫▪▪▪▫▪▪▫▪▪▪▫▪▪▪▪▫▪▫▪▪▪▫▪▪▪▫▪▪▪▪▫▪▫▪▪▪▫▪▪▫▪▪▪▫▪▪▫▪▪▪▪▫▪▫▪▪▪▫▪▪▪▫▪▪▫▪▪▪▪▫▪▪▫▪▪▪▫▪▫▪▪▪▪▫▪▪▫▪▪▪▫▪▪▪▫▪▫▪▪▪▪▫▪▪▪▫▪▪▫▪▪▪▫▪▪▫▪▪▪▫▪▪▪▪▫▪▫▪▪▪▫▪▪▪▫▪▪▪▪▫▪▫▪▪ [336,483,414,523]
mini-bar-chart [262,210,332,226]
text-block: ▪▫▪▪▫▪▪▪▫▪▪▫▪▪▪▪▫▪▫▪▪▪▫▪▪▪▫▪▪▫▪▪▪▪▫▪▪▫▪▪▪▫▪▫▪▪▪▪▫▪▪▫▪▪▪▫▪▪▪▫▪▫▪▪▪▪▫▪▪▪▫▪▪▫▪▪▪▫▪▪▫▪▪▪▫▪▪▪▪▫▪▫▪▪▪▫▪▪▪▫▪▪▪▪▫▪▫▪▪▪▫▪▪▫▪▪▪▫▪▪▫▪▪▪▪▫▪▫▪▪▪▫▪▪▪▫▪▪▫▪▪▪▪▫▪▪▫▪▪▪▫▪▫▪▪▪▪▫▪▪▫▪▪▪▫▪▪▪▫▪▫▪▪▪▪▫▪▪▪▫▪▪▫▪▪▪▫▪▪▫▪▪▪▫▪▪▪▪▫▪▫▪▪▪▫▪▪▪▫▪▪▪▪▫▪▫▪▪▪▫▪▪▫▪▪▪▫▪▪▫▪▪▪▪▫▪▫▪▪▪▫▪▪▪▫▪▪▫▪▪▪▪▫▪▪▫▪▪▪▫▪▫▪▪▪▪▫▪▪▫▪▪▪▫▪▪▪▫▪▫▪▪▪▪▫▪▪▪▫▪▪▫▪▪▪▫▪▪▫▪▪▪▫▪▪▪▪▫▪▫▪▪▪▫▪▪▪▫▪▪▪▪▫▪▫▪▪▪▫▪▪▫▪▪▪▫▪▪▫▪▪▪▪▫▪▫▪▪▪▫▪▪▪▫▪▪▫▪▪▪▪▫▪▪▫▪▪▪▫▪▫▪▪▪▪▫▪▪▫▪▪▪▫▪▪▪▫▪▫▪▪▪▪▫▪▪▪▫▪▪▫▪▪▪▫▪▪▫▪▪▪▫▪▪▪▪▫▪▫▪▪▪▫▪▪▪▫▪▪▪▪▫▪▫▪▪▪▫▪▪▫▪▪▪▫▪▪▫▪▪▪▪▫▪▫▪▪▪▫▪▪▪▫▪▪▫▪▪▪▪▫▪▪▫▪▪▪▫▪▫▪▪▪▪▫▪▪▫▪▪▪▫▪▪▪▫▪▫▪▪▪▪▫▪▪▪▫▪▪▫▪▪▪▫▪▪▫▪▪▪▫▪▪▪▪▫▪▫▪▪▪▫▪▪▪▫▪▪▪▪▫▪▫▪▪ [17,237,93,277]
text-block: ▪▫▪▪▫▪▪▪▫▪▪▫▪▪▪▪▫▪▫▪▪▪▫▪▪▪▫▪▪▫▪▪▪▪▫▪▪▫▪▪▪▫▪▫▪▪▪▪▫▪▪▫▪▪▪▫▪▪▪▫▪▫▪▪▪▪▫▪▪▪▫▪▪▫▪▪▪▫▪▪▫▪▪▪▫▪▪▪▪▫▪▫▪▪▪▫▪▪▪▫▪▪▪▪▫▪▫▪▪▪▫▪▪▫▪▪▪▫▪▪▫▪▪▪▪▫▪▫▪▪▪▫▪▪▪▫▪▪▫▪▪▪▪▫▪▪▫▪▪▪▫▪▫▪▪▪▪▫▪▪▫▪▪▪▫▪▪▪▫▪▫▪▪▪▪▫▪▪▪▫▪▪▫▪▪▪▫▪▪▫▪▪▪▫▪▪▪▪▫▪▫▪▪▪▫▪▪▪▫▪▪▪▪▫▪▫▪▪▪▫▪▪▫▪▪▪▫▪▪▫▪▪▪▪▫▪▫▪▪▪▫▪▪▪▫▪▪▫▪▪▪▪▫▪▪▫▪▪▪▫▪▫▪▪▪▪▫▪▪▫▪▪▪▫▪▪▪▫▪▫▪▪▪▪▫▪▪▪▫▪▪▫▪▪▪▫▪▪▫▪▪▪▫▪▪▪▪▫▪▫▪▪▪▫▪▪▪▫▪▪▪▪▫▪▫▪▪▪▫▪▪▫▪▪▪▫▪▪▫▪▪▪▪▫▪▫▪▪▪▫▪▪▪▫▪▪▫▪▪▪▪▫▪▪▫▪▪▪▫▪▫▪▪▪▪▫▪▪▫▪▪▪▫▪▪▪▫▪▫▪▪▪▪▫▪▪▪▫▪▪▫▪▪▪▫▪▪▫▪▪▪▫▪▪▪▪▫▪▫▪▪▪▫▪▪▪▫▪▪▪▪▫▪▫▪▪▪▫▪▪▫▪▪▪▫▪▪▫▪▪▪▪▫▪▫▪▪▪▫▪▪▪▫▪▪▫▪▪▪▪▫▪▪▫▪▪▪▫▪▫▪▪▪▪▫▪▪▫▪▪▪▫▪▪▪▫▪▫▪▪▪▪▫▪▪▪▫▪▪▫▪▪▪▫▪▪▫▪▪▪▫▪▪▪▪▫▪▫▪▪▪▫▪▪▪▫▪▪▪▪▫▪▫▪▪ [336,333,414,374]
mini-bar-chart [262,240,332,256]
masthead [14,20,418,44]
text-block: ▪▫▪▪▫▪▪▪▫▪▪▫▪▪▪▪▫▪▫▪▪▪▫▪▪▪▫▪▪▫▪▪▪▪▫▪▪▫▪▪▪▫▪▫▪▪▪▪▫▪▪▫▪▪▪▫▪▪▪▫▪▫▪▪▪▪▫▪▪▪▫▪▪▫▪▪▪▫▪▪▫▪▪▪▫▪▪▪▪▫▪▫▪▪▪▫▪▪▪▫▪▪▪▪▫▪▫▪▪▪▫▪▪▫▪▪▪▫▪▪▫▪▪▪▪▫▪▫▪▪▪▫▪▪▪▫▪▪▫▪▪▪▪▫▪▪▫▪▪▪▫▪▫▪▪▪▪▫▪▪▫▪▪▪▫▪▪▪▫▪▫▪▪▪▪▫▪▪▪▫▪▪▫▪▪▪▫▪▪▫▪▪▪▫▪▪▪▪▫▪▫▪▪▪▫▪▪▪▫▪▪▪▪▫▪▫▪▪▪▫▪▪▫▪▪▪▫▪▪▫▪▪▪▪▫▪▫▪▪▪▫▪▪▪▫▪▪▫▪▪▪▪▫▪▪▫▪▪▪▫▪▫▪▪▪▪▫▪▪▫▪▪▪▫▪▪▪▫▪▫▪▪▪▪▫▪▪▪▫▪▪▫▪▪▪▫▪▪▫▪▪▪▫▪▪▪▪▫▪▫▪▪▪▫▪▪▪▫▪▪▪▪▫▪▫▪▪▪▫▪▪▫▪▪▪▫▪▪▫▪▪▪▪▫▪▫▪▪▪▫▪▪▪▫▪▪▫▪▪▪▪▫▪▪▫▪▪▪▫▪▫▪▪▪▪▫▪▪▫▪▪▪▫▪▪▪▫▪▫▪▪▪▪▫▪▪▪▫▪▪▫▪▪▪▫▪▪▫▪▪▪▫▪▪▪▪▫▪▫▪▪▪▫▪▪▪▫▪▪▪▪▫▪▫▪▪ [176,515,252,549]
text-block: ▪▫▪▪▫▪▪▪▫▪▪▫▪▪▪▪▫▪▫▪▪▪▫▪▪▪▫▪▪▫▪▪▪▪▫▪▪▫▪▪▪▫▪▫▪▪▪▪▫▪▪▫▪▪▪▫▪▪▪▫▪▫▪▪▪▪▫▪▪▪▫▪▪▫▪▪▪▫▪▪▫▪▪▪▫▪▪▪▪▫▪▫▪▪▪▫▪▪▪▫▪▪▪▪▫▪▫▪▪▪▫▪▪▫▪▪▪▫▪▪▫▪▪▪▪▫▪▫▪▪▪▫▪▪▪▫▪▪▫▪▪▪▪▫▪▪▫▪▪▪▫▪▫▪▪▪▪▫▪▪▫▪▪▪▫▪▪▪▫▪▫▪▪▪▪▫▪▪▪▫▪▪▫▪▪▪▫▪▪▫▪▪▪▫▪▪▪▪▫▪▫▪▪▪▫▪▪▪▫▪▪▪▪▫▪▫▪▪▪▫▪▪▫▪▪▪▫▪▪▫▪▪▪▪▫▪▫▪▪▪▫▪▪▪▫▪▪▫▪▪▪▪▫▪▪▫▪▪▪▫▪▫▪▪▪▪▫▪▪▫▪▪▪▫▪▪▪▫▪▫▪▪▪▪▫▪▪▪▫▪▪▫▪▪▪▫▪▪▫▪▪▪▫▪▪▪▪▫▪▫▪▪▪▫▪▪▪▫▪▪▪▪▫▪▫▪▪▪▫▪▪▫▪▪▪▫▪▪▫▪▪▪▪▫▪▫▪▪▪▫▪▪▪▫▪▪▫▪▪▪▪▫▪▪▫▪▪▪▫▪▫▪▪▪▪▫▪▪▫▪▪▪▫▪▪▪▫▪▫▪▪▪▪▫▪▪▪▫▪▪▫▪▪▪▫▪▪▫▪▪▪▫▪▪▪▪▫▪▫▪▪▪▫▪▪▪▫▪▪▪▪▫▪▫▪▪▪▫▪▪▫▪▪▪▫▪▪▫▪▪▪▪▫▪▫▪▪▪▫▪▪▪▫▪▪▫▪▪▪▪▫▪▪▫▪▪▪▫▪▫▪▪▪▪▫▪▪▫▪▪▪▫▪▪▪▫▪▫▪▪▪▪▫▪▪▪▫▪▪▫▪▪▪▫▪▪▫▪▪▪▫▪▪▪▪▫▪▫▪▪▪▫▪▪▪▫▪▪▪▪▫▪▫▪▪ [17,109,93,149]
publication-date: 2021年5月17日 星期一 [310,27,361,33]
text-block: ▪▫▪▪▫▪▪▪▫▪▪▫▪▪▪▪▫▪▫▪▪▪▫▪▪▪▫▪▪▫▪▪▪▪▫▪▪▫▪▪▪▫▪▫▪▪▪▪▫▪▪▫▪▪▪▫▪▪▪▫▪▫▪▪▪▪▫▪▪▪▫▪▪▫▪▪▪▫▪▪▫▪▪▪▫▪▪▪▪▫▪▫▪▪▪▫▪▪▪▫▪▪▪▪▫▪▫▪▪▪▫▪▪▫▪▪▪▫▪▪▫▪▪▪▪▫▪▫▪▪▪▫▪▪▪▫▪▪▫▪▪▪▪▫▪▪▫▪▪▪▫▪▫▪▪▪▪▫▪▪▫▪▪▪▫▪▪▪▫▪▫▪▪▪▪▫▪▪▪▫▪▪▫▪▪▪▫▪▪▫▪▪▪▫▪▪▪▪▫▪▫▪▪▪▫▪▪▪▫▪▪▪▪▫▪▫▪▪▪▫▪▪▫▪▪▪▫▪▪▫▪▪▪▪▫▪▫▪▪▪▫▪▪▪▫▪▪▫▪▪▪▪▫▪▪▫▪▪▪▫▪▫▪▪▪▪▫▪▪▫▪▪▪▫▪▪▪▫▪▫▪▪▪▪▫▪▪▪▫▪▪▫▪▪▪▫▪▪▫▪▪▪▫▪▪▪▪▫▪▫▪▪▪▫▪▪▪▫▪▪▪▪▫▪▫▪▪▪▫▪▪▫▪▪▪▫▪▪▫▪▪▪▪▫▪▫▪▪▪▫▪▪▪▫▪▪▫▪▪▪▪▫▪▪▫▪▪▪▫▪▫▪▪▪▪▫▪▪▫▪▪▪▫▪▪▪▫▪▫▪▪▪▪▫▪▪▪▫▪▪▫▪▪▪▫▪▪▫▪▪▪▫▪▪▪▪▫▪▫▪▪▪▫▪▪▪▫▪▪▪▪▫▪▫▪▪▪▫▪▪▫▪▪▪▫▪▪▫▪▪▪▪▫▪▫▪▪▪▫▪▪▪▫▪▪▫▪▪▪▪▫▪▪▫▪▪▪▫▪▫▪▪▪▪▫▪▪▫▪▪▪▫▪▪▪▫▪▫▪▪▪▪▫▪▪▪▫▪▪▫▪▪▪▫▪▪▫▪▪▪▫▪▪▪▪▫▪▫▪▪▪▫▪▪▪▫▪▪▪▪▫▪▫▪▪▪▫▪▪▫▪▪▪▫▪▪▫▪▪▪▪▫▪▫▪▪▪▫▪▪▪▫▪▪▫▪▪▪▪▫▪▪▫▪▪▪▫▪▫▪▪▪▪▫▪▪▫▪▪▪▫▪▪▪▫▪▫▪▪▪▪▫▪▪▪▫▪▪▫▪▪▪▫▪▪▫▪▪▪▫▪▪▪▪▫▪▫▪▪▪▫▪▪▪▫▪▪▪▪▫▪▫▪▪ [176,550,252,600]
mini-bar-chart [262,352,332,372]
data-table [96,306,172,343]
section-title: 信息披露 [118,25,155,35]
text-block: ▪▫▪▪▫▪▪▪▫▪▪▫▪▪▪▪▫▪▫▪▪▪▫▪▪▪▫▪▪▫▪▪▪▪▫▪▪▫▪▪▪▫▪▫▪▪▪▪▫▪▪▫▪▪▪▫▪▪▪▫▪▫▪▪▪▪▫▪▪▪▫▪▪▫▪▪▪▫▪▪▫▪▪▪▫▪▪▪▪▫▪▫▪▪▪▫▪▪▪▫▪▪▪▪▫▪▫▪▪▪▫▪▪▫▪▪▪▫▪▪▫▪▪▪▪▫▪▫▪▪▪▫▪▪▪▫▪▪▫▪▪▪▪▫▪▪▫▪▪▪▫▪▫▪▪▪▪▫▪▪▫▪▪▪▫▪▪▪▫▪▫▪▪▪▪▫▪▪▪▫▪▪▫▪▪▪▫▪▪▫▪▪▪▫▪▪▪▪▫▪▫▪▪▪▫▪▪▪▫▪▪▪▪▫▪▫▪▪▪▫▪▪▫▪▪▪▫▪▪▫▪▪▪▪▫▪▫▪▪▪▫▪▪▪▫▪▪▫▪▪▪▪▫▪▪▫▪▪▪▫▪▫▪▪▪▪▫▪▪▫▪▪▪▫▪▪▪▫▪▫▪▪▪▪▫▪▪▪▫▪▪▫▪▪▪▫▪▪▫▪▪▪▫▪▪▪▪▫▪▫▪▪▪▫▪▪▪▫▪▪▪▪▫▪▫▪▪▪▫▪▪▫▪▪▪▫▪▪▫▪▪▪▪▫▪▫▪▪▪▫▪▪▪▫▪▪▫▪▪▪▪▫▪▪▫▪▪▪▫▪▫▪▪▪▪▫▪▪▫▪▪▪▫▪▪▪▫▪▫▪▪▪▪▫▪▪▪▫▪▪▫▪▪▪▫▪▪▫▪▪▪▫▪▪▪▪▫▪▫▪▪▪▫▪▪▪▫▪▪▪▪▫▪▫▪▪▪▫▪▪▫▪▪▪▫▪▪▫▪▪▪▪▫▪▫▪▪▪▫▪▪▪▫▪▪▫▪▪▪▪▫▪▪▫▪▪▪▫▪▫▪▪▪▪▫▪▪▫▪▪▪▫▪▪▪▫▪▫▪▪▪▪▫▪▪▪▫▪▪▫▪▪▪▫▪▪▫▪▪▪▫▪▪▪▪▫▪▫▪▪▪▫▪▪▪▫▪▪▪▪▫▪▫▪▪ [17,307,93,347]
text-block: ▪▫▪▪▫▪▪▪▫▪▪▫▪▪▪▪▫▪▫▪▪▪▫▪▪▪▫▪▪▫▪▪▪▪▫▪▪▫▪▪▪▫▪▫▪▪▪▪▫▪▪▫▪▪▪▫▪▪▪▫▪▫▪▪▪▪▫▪▪▪▫▪▪▫▪▪▪▫▪▪▫▪▪▪▫▪▪▪▪▫▪▫▪▪▪▫▪▪▪▫▪▪▪▪▫▪▫▪▪▪▫▪▪▫▪▪▪▫▪▪▫▪▪▪▪▫▪▫▪▪▪▫▪▪▪▫▪▪▫▪▪▪▪▫▪▪▫▪▪▪▫▪▫▪▪▪▪▫▪▪▫▪▪▪▫▪▪▪▫▪▫▪▪▪▪▫▪▪▪▫▪▪▫▪▪▪▫▪▪▫▪▪▪▫▪▪▪▪▫▪▫▪▪▪▫▪▪▪▫▪▪▪▪▫▪▫▪▪▪▫▪▪▫▪▪▪▫▪▪▫▪▪▪▪▫▪▫▪▪▪▫▪▪▪▫▪▪▫▪▪▪▪▫▪▪▫▪▪▪▫▪▫▪▪▪▪▫▪▪▫▪▪▪▫▪▪▪▫▪▫▪▪▪▪▫▪▪▪▫▪▪▫▪▪▪▫▪▪▫▪▪▪▫▪▪▪▪▫▪▫▪▪▪▫▪▪▪▫▪▪▪▪▫▪▫▪▪▪▫▪▪▫▪▪▪▫▪▪▫▪▪▪▪▫▪▫▪▪▪▫▪▪▪▫▪▪▫▪▪▪▪▫▪▪▫▪▪▪▫▪▫▪▪▪▪▫▪▪▫▪▪▪▫▪▪▪▫▪▫▪▪▪▪▫▪▪▪▫▪▪▫▪▪▪▫▪▪▫▪▪▪▫▪▪▪▪▫▪▫▪▪▪▫▪▪▪▫▪▪▪▪▫▪▫▪▪ [176,439,252,472]
text-block: ▪▫▪▪▫▪▪▪▫▪▪▫▪▪▪▪▫▪▫▪▪▪▫▪▪▪▫▪▪▫▪▪▪▪▫▪▪▫▪▪▪▫▪▫▪▪▪▪▫▪▪▫▪▪▪▫▪▪▪▫▪▫▪▪▪▪▫▪▪▪▫▪▪▫▪▪▪▫▪▪▫▪▪▪▫▪▪▪▪▫▪▫▪▪▪▫▪▪▪▫▪▪▪▪▫▪▫▪▪▪▫▪▪▫▪▪▪▫▪▪▫▪▪▪▪▫▪▫▪▪▪▫▪▪▪▫▪▪▫▪▪▪▪▫▪▪▫▪▪▪▫▪▫▪▪▪▪▫▪▪▫▪▪▪▫▪▪▪▫▪▫▪▪▪▪▫▪▪▪▫▪▪▫▪▪▪▫▪▪▫▪▪▪▫▪▪▪▪▫▪▫▪▪▪▫▪▪▪▫▪▪▪▪▫▪▫▪▪▪▫▪▪▫▪▪▪▫▪▪▫▪▪▪▪▫▪▫▪▪▪▫▪▪▪▫▪▪▫▪▪▪▪▫▪▪▫▪▪▪▫▪▫▪▪▪▪▫▪▪▫▪▪▪▫▪▪▪▫▪▫▪▪▪▪▫▪▪▪▫▪▪▫▪▪▪▫▪▪▫▪▪▪▫▪▪▪▪▫▪▫▪▪▪▫▪▪▪▫▪▪▪▪▫▪▫▪▪▪▫▪▪▫▪▪▪▫▪▪▫▪▪▪▪▫▪▫▪▪▪▫▪▪▪▫▪▪▫▪▪▪▪▫▪▪▫▪▪▪▫▪▫▪▪▪▪▫▪▪▫▪▪▪▫▪▪▪▫▪▫▪▪▪▪▫▪▪▪▫▪▪▫▪▪▪▫▪▪▫▪▪▪▫▪▪▪▪▫▪▫▪▪▪▫▪▪▪▫▪▪▪▪▫▪▫▪▪▪▫▪▪▫▪▪▪▫▪▪▫▪▪▪▪▫▪▫▪▪▪▫▪▪▪▫▪▪▫▪▪▪▪▫▪▪▫▪▪▪▫▪▫▪▪▪▪▫▪▪▫▪▪▪▫▪▪▪▫▪▫▪▪▪▪▫▪▪▪▫▪▪▫▪▪▪▫▪▪▫▪▪▪▫▪▪▪▪▫▪▫▪▪▪▫▪▪▪▫▪▪▪▪▫▪▫▪▪▪▫▪▪▫▪▪▪▫▪▪▫▪▪▪▪▫▪▫▪▪▪▫▪▪▪▫▪▪▫▪▪▪▪▫▪▪▫▪▪▪▫▪▫▪▪▪▪▫▪▪▫▪▪▪▫▪▪▪▫▪▫▪▪▪▪▫▪▪▪▫▪▪▫▪▪▪▫▪▪▫▪▪▪▫▪▪▪▪▫▪▫▪▪▪▫▪▪▪▫▪▪▪▪▫▪▫▪▪ [336,585,414,632]
data-table [176,602,252,648]
text-block: ▪▫▪▪▫▪▪▪▫▪▪▫▪▪▪▪▫▪▫▪▪▪▫▪▪▪▫▪▪▫▪▪▪▪▫▪▪▫▪▪▪▫▪▫▪▪▪▪▫▪▪▫▪▪▪▫▪▪▪▫▪▫▪▪▪▪▫▪▪▪▫▪▪▫▪▪▪▫▪▪▫▪▪▪▫▪▪▪▪▫▪▫▪▪▪▫▪▪▪▫▪▪▪▪▫▪▫▪▪▪▫▪▪▫▪▪▪▫▪▪▫▪▪▪▪▫▪▫▪▪▪▫▪▪▪▫▪▪▫▪▪▪▪▫▪▪▫▪▪▪▫▪▫▪▪▪▪▫▪▪▫▪▪▪▫▪▪▪▫▪▫▪▪▪▪▫▪▪▪▫▪▪▫▪▪▪▫▪▪▫▪▪▪▫▪▪▪▪▫▪▫▪▪▪▫▪▪▪▫▪▪▪▪▫▪▫▪▪▪▫▪▪▫▪▪▪▫▪▪▫▪▪▪▪▫▪▫▪▪▪▫▪▪▪▫▪▪▫▪▪▪▪▫▪▪▫▪▪▪▫▪▫▪▪▪▪▫▪▪▫▪▪▪▫▪▪▪▫▪▫▪▪▪▪▫▪▪▪▫▪▪▫▪▪▪▫▪▪▫▪▪▪▫▪▪▪▪▫▪▫▪▪▪▫▪▪▪▫▪▪▪▪▫▪▫▪▪▪▫▪▪▫▪▪▪▫▪▪▫▪▪▪▪▫▪▫▪▪▪▫▪▪▪▫▪▪▫▪▪▪▪▫▪▪▫▪▪▪▫▪▫▪▪▪▪▫▪▪▫▪▪▪▫▪▪▪▫▪▫▪▪▪▪▫▪▪▪▫▪▪▫▪▪▪▫▪▪▫▪▪▪▫▪▪▪▪▫▪▫▪▪▪▫▪▪▪▫▪▪▪▪▫▪▫▪▪ [336,112,414,146]
text-block: ▪▫▪▪▫▪▪▪▫▪▪▫▪▪▪▪▫▪▫▪▪▪▫▪▪▪▫▪▪▫▪▪▪▪▫▪▪▫▪▪▪▫▪▫▪▪▪▪▫▪▪▫▪▪▪▫▪▪▪▫▪▫▪▪▪▪▫▪▪▪▫▪▪▫▪▪▪▫▪▪▫▪▪▪▫▪▪▪▪▫▪▫▪▪▪▫▪▪▪▫▪▪▪▪▫▪▫▪▪▪▫▪▪▫▪▪▪▫▪▪▫▪▪▪▪▫▪▫▪▪▪▫▪▪▪▫▪▪▫▪▪▪▪▫▪▪▫▪▪▪▫▪▫▪▪▪▪▫▪▪▫▪▪▪▫▪▪▪▫▪▫▪▪▪▪▫▪▪▪▫▪▪▫▪▪▪▫▪▪▫▪▪▪▫▪▪▪▪▫▪▫▪▪▪▫▪▪▪▫▪▪▪▪▫▪▫▪▪▪▫▪▪▫▪▪▪▫▪▪▫▪▪▪▪▫▪▫▪▪▪▫▪▪▪▫▪▪▫▪▪▪▪▫▪▪▫▪▪▪▫▪▫▪▪▪▪▫▪▪▫▪▪▪▫▪▪▪▫▪▫▪▪▪▪▫▪▪▪▫▪▪▫▪▪▪▫▪▪▫▪▪▪▫▪▪▪▪▫▪▫▪▪▪▫▪▪▪▫▪▪▪▪▫▪▫▪▪▪▫▪▪▫▪▪▪▫▪▪▫▪▪▪▪▫▪▫▪▪▪▫▪▪▪▫▪▪▫▪▪▪▪▫▪▪▫▪▪▪▫▪▫▪▪▪▪▫▪▪▫▪▪▪▫▪▪▪▫▪▫▪▪▪▪▫▪▪▪▫▪▪▫▪▪▪▫▪▪▫▪▪▪▫▪▪▪▪▫▪▫▪▪▪▫▪▪▪▫▪▪▪▪▫▪▫▪▪▪▫▪▪▫▪▪▪▫▪▪▫▪▪▪▪▫▪▫▪▪▪▫▪▪▪▫▪▪▫▪▪▪▪▫▪▪▫▪▪▪▫▪▫▪▪▪▪▫▪▪▫▪▪▪▫▪▪▪▫▪▫▪▪▪▪▫▪▪▪▫▪▪▫▪▪▪▫▪▪▫▪▪▪▫▪▪▪▪▫▪▫▪▪▪▫▪▪▪▫▪▪▪▪▫▪▫▪▪ [96,458,172,498]
text-block: ▪▫▪▪▫▪▪▪▫▪▪▫▪▪▪▪▫▪▫▪▪▪▫▪▪▪▫▪▪▫▪▪▪▪▫▪▪▫▪▪▪▫▪▫▪▪▪▪▫▪▪▫▪▪▪▫▪▪▪▫▪▫▪▪▪▪▫▪▪▪▫▪▪▫▪▪▪▫▪▪▫▪▪▪▫▪▪▪▪▫▪▫▪▪▪▫▪▪▪▫▪▪▪▪▫▪▫▪▪▪▫▪▪▫▪▪▪▫▪▪▫▪▪▪▪▫▪▫▪▪▪▫▪▪▪▫▪▪▫▪▪▪▪▫▪▪▫▪▪▪▫▪▫▪▪▪▪▫▪▪▫▪▪▪▫▪▪▪▫▪▫▪▪▪▪▫▪▪▪▫▪▪▫▪▪▪▫▪▪▫▪▪▪▫▪▪▪▪▫▪▫▪▪▪▫▪▪▪▫▪▪▪▪▫▪▫▪▪▪▫▪▪▫▪▪▪▫▪▪▫▪▪▪▪▫▪▫▪▪▪▫▪▪▪▫▪▪▫▪▪▪▪▫▪▪▫▪▪▪▫▪▫▪▪▪▪▫▪▪▫▪▪▪▫▪▪▪▫▪▫▪▪▪▪▫▪▪▪▫▪▪▫▪▪▪▫▪▪▫▪▪▪▫▪▪▪▪▫▪▫▪▪▪▫▪▪▪▫▪▪▪▪▫▪▫▪▪▪▫▪▪▫▪▪▪▫▪▪▫▪▪▪▪▫▪▫▪▪▪▫▪▪▪▫▪▪▫▪▪▪▪▫▪▪▫▪▪▪▫▪▫▪▪▪▪▫▪▪▫▪▪▪▫▪▪▪▫▪▫▪▪▪▪▫▪▪▪▫▪▪▫▪▪▪▫▪▪▫▪▪▪▫▪▪▪▪▫▪▫▪▪▪▫▪▪▪▫▪▪▪▪▫▪▫▪▪ [176,219,252,252]
text-block: ▪▫▪▪▫▪▪▪▫▪▪▫▪▪▪▪▫▪▫▪▪▪▫▪▪▪▫▪▪▫▪▪▪▪▫▪▪▫▪▪▪▫▪▫▪▪▪▪▫▪▪▫▪▪▪▫▪▪▪▫▪▫▪▪▪▪▫▪▪▪▫▪▪▫▪▪▪▫▪▪▫▪▪▪▫▪▪▪▪▫▪▫▪▪▪▫▪▪▪▫▪▪▪▪▫▪▫▪▪▪▫▪▪▫▪▪▪▫▪▪▫▪▪▪▪▫▪▫▪▪▪▫▪▪▪▫▪▪▫▪▪▪▪▫▪▪▫▪▪▪▫▪▫▪▪▪▪▫▪▪▫▪▪▪▫▪▪▪▫▪▫▪▪▪▪▫▪▪▪▫▪▪▫▪▪▪▫▪▪▫▪▪▪▫▪▪▪▪▫▪▫▪▪▪▫▪▪▪▫▪▪▪▪▫▪▫▪▪▪▫▪▪▫▪▪▪▫▪▪▫▪▪▪▪▫▪▫▪▪▪▫▪▪▪▫▪▪▫▪▪▪▪▫▪▪▫▪▪▪▫▪▫▪▪▪▪▫▪▪▫▪▪▪▫▪▪▪▫▪▫▪▪▪▪▫▪▪▪▫▪▪▫▪▪▪▫▪▪▫▪▪▪▫▪▪▪▪▫▪▫▪▪▪▫▪▪▪▫▪▪▪▪▫▪▫▪▪ [17,383,93,410]
text-block: ▪▫▪▪▫▪▪▪▫▪▪▫▪▪▪▪▫▪▫▪▪▪▫▪▪▪▫▪▪▫▪▪▪▪▫▪▪▫▪▪▪▫▪▫▪▪▪▪▫▪▪▫▪▪▪▫▪▪▪▫▪▫▪▪▪▪▫▪▪▪▫▪▪▫▪▪▪▫▪▪▫▪▪▪▫▪▪▪▪▫▪▫▪▪▪▫▪▪▪▫▪▪▪▪▫▪▫▪▪▪▫▪▪▫▪▪▪▫▪▪▫▪▪▪▪▫▪▫▪▪▪▫▪▪▪▫▪▪▫▪▪▪▪▫▪▪▫▪▪▪▫▪▫▪▪▪▪▫▪▪▫▪▪▪▫▪▪▪▫▪▫▪▪▪▪▫▪▪▪▫▪▪▫▪▪▪▫▪▪▫▪▪▪▫▪▪▪▪▫▪▫▪▪▪▫▪▪▪▫▪▪▪▪▫▪▫▪▪▪▫▪▪▫▪▪▪▫▪▪▫▪▪▪▪▫▪▫▪▪▪▫▪▪▪▫▪▪▫▪▪▪▪▫▪▪▫▪▪▪▫▪▫▪▪▪▪▫▪▪▫▪▪▪▫▪▪▪▫▪▫▪▪▪▪▫▪▪▪▫▪▪▫▪▪▪▫▪▪▫▪▪▪▫▪▪▪▪▫▪▫▪▪▪▫▪▪▪▫▪▪▪▪▫▪▫▪▪ [96,210,172,237]
mini-bar-chart [262,164,332,180]
text-block: ▪▫▪▪▫▪▪▪▫▪▪▫▪▪▪▪▫▪▫▪▪▪▫▪▪▪▫▪▪▫▪▪▪▪▫▪▪▫▪▪▪▫▪▫▪▪▪▪▫▪▪▫▪▪▪▫▪▪▪▫▪▫▪▪▪▪▫▪▪▪▫▪▪▫▪▪▪▫▪▪▫▪▪▪▫▪▪▪▪▫▪▫▪▪▪▫▪▪▪▫▪▪▪▪▫▪▫▪▪▪▫▪▪▫▪▪▪▫▪▪▫▪▪▪▪▫▪▫▪▪▪▫▪▪▪▫▪▪▫▪▪▪▪▫▪▪▫▪▪▪▫▪▫▪▪▪▪▫▪▪▫▪▪▪▫▪▪▪▫▪▫▪▪▪▪▫▪▪▪▫▪▪▫▪▪▪▫▪▪▫▪▪▪▫▪▪▪▪▫▪▫▪▪▪▫▪▪▪▫▪▪▪▪▫▪▫▪▪▪▫▪▪▫▪▪▪▫▪▪▫▪▪▪▪▫▪▫▪▪▪▫▪▪▪▫▪▪▫▪▪▪▪▫▪▪▫▪▪▪▫▪▫▪▪▪▪▫▪▪▫▪▪▪▫▪▪▪▫▪▫▪▪▪▪▫▪▪▪▫▪▪▫▪▪▪▫▪▪▫▪▪▪▫▪▪▪▪▫▪▫▪▪▪▫▪▪▪▫▪▪▪▪▫▪▫▪▪ [176,410,252,437]
text-block: ▪▫▪▪▫▪▪▪▫▪▪▫▪▪▪▪▫▪▫▪▪▪▫▪▪▪▫▪▪▫▪▪▪▪▫▪▪▫▪▪▪▫▪▫▪▪▪▪▫▪▪▫▪▪▪▫▪▪▪▫▪▫▪▪▪▪▫▪▪▪▫▪▪▫▪▪▪▫▪▪▫▪▪▪▫▪▪▪▪▫▪▫▪▪▪▫▪▪▪▫▪▪▪▪▫▪▫▪▪▪▫▪▪▫▪▪▪▫▪▪▫▪▪▪▪▫▪▫▪▪▪▫▪▪▪▫▪▪▫▪▪▪▪▫▪▪▫▪▪▪▫▪▫▪▪▪▪▫▪▪▫▪▪▪▫▪▪▪▫▪▫▪▪▪▪▫▪▪▪▫▪▪▫▪▪▪▫▪▪▫▪▪▪▫▪▪▪▪▫▪▫▪▪▪▫▪▪▪▫▪▪▪▪▫▪▫▪▪▪▫▪▪▫▪▪▪▫▪▪▫▪▪▪▪▫▪▫▪▪▪▫▪▪▪▫▪▪▫▪▪▪▪▫▪▪▫▪▪▪▫▪▫▪▪▪▪▫▪▪▫▪▪▪▫▪▪▪▫▪▫▪▪▪▪▫▪▪▪▫▪▪▫▪▪▪▫▪▪▫▪▪▪▫▪▪▪▪▫▪▫▪▪▪▫▪▪▪▫▪▪▪▪▫▪▫▪▪ [176,254,252,281]
text-block: ▪▫▪▪▫▪▪▪▫▪▪▫▪▪▪▪▫▪▫▪▪▪▫▪▪▪▫▪▪▫▪▪▪▪▫▪▪▫▪▪▪▫▪▫▪▪▪▪▫▪▪▫▪▪▪▫▪▪▪▫▪▫▪▪▪▪▫▪▪▪▫▪▪▫▪▪▪▫▪▪▫▪▪▪▫▪▪▪▪▫▪▫▪▪▪▫▪▪▪▫▪▪▪▪▫▪▫▪▪▪▫▪▪▫▪▪▪▫▪▪▫▪▪▪▪▫▪▫▪▪▪▫▪▪▪▫▪▪▫▪▪▪▪▫▪▪▫▪▪▪▫▪▫▪▪▪▪▫▪▪▫▪▪▪▫▪▪▪▫▪▫▪▪▪▪▫▪▪▪▫▪▪▫▪▪▪▫▪▪▫▪▪▪▫▪▪▪▪▫▪▫▪▪▪▫▪▪▪▫▪▪▪▪▫▪▫▪▪▪▫▪▪▫▪▪▪▫▪▪▫▪▪▪▪▫▪▫▪▪▪▫▪▪▪▫▪▪▫▪▪▪▪▫▪▪▫▪▪▪▫▪▫▪▪▪▪▫▪▪▫▪▪▪▫▪▪▪▫▪▫▪▪▪▪▫▪▪▪▫▪▪▫▪▪▪▫▪▪▫▪▪▪▫▪▪▪▪▫▪▫▪▪▪▫▪▪▪▫▪▪▪▪▫▪▫▪▪▪▫▪▪▫▪▪▪▫▪▪▫▪▪▪▪▫▪▫▪▪▪▫▪▪▪▫▪▪▫▪▪▪▪▫▪▪▫▪▪▪▫▪▫▪▪▪▪▫▪▪▫▪▪▪▫▪▪▪▫▪▫▪▪▪▪▫▪▪▪▫▪▪▫▪▪▪▫▪▪▫▪▪▪▫▪▪▪▪▫▪▫▪▪▪▫▪▪▪▫▪▪▪▪▫▪▫▪▪▪▫▪▪▫▪▪▪▫▪▪▫▪▪▪▪▫▪▫▪▪▪▫▪▪▪▫▪▪▫▪▪▪▪▫▪▪▫▪▪▪▫▪▫▪▪▪▪▫▪▪▫▪▪▪▫▪▪▪▫▪▫▪▪▪▪▫▪▪▪▫▪▪▫▪▪▪▫▪▪▫▪▪▪▫▪▪▪▪▫▪▫▪▪▪▫▪▪▪▫▪▪▪▪▫▪▫▪▪ [176,473,252,514]
brand-title: Disclosure [18,19,121,42]
text-block: ▪▫▪▪▫▪▪▪▫▪▪▫▪▪▪▪▫▪▫▪▪▪▫▪▪▪▫▪▪▫▪▪▪▪▫▪▪▫▪▪▪▫▪▫▪▪▪▪▫▪▪▫▪▪▪▫▪▪▪▫▪▫▪▪▪▪▫▪▪▪▫▪▪▫▪▪▪▫▪▪▫▪▪▪▫▪▪▪▪▫▪▫▪▪▪▫▪▪▪▫▪▪▪▪▫▪▫▪▪▪▫▪▪▫▪▪▪▫▪▪▫▪▪▪▪▫▪▫▪▪▪▫▪▪▪▫▪▪▫▪▪▪▪▫▪▪▫▪▪▪▫▪▫▪▪▪▪▫▪▪▫▪▪▪▫▪▪▪▫▪▫▪▪▪▪▫▪▪▪▫▪▪▫▪▪▪▫▪▪▫▪▪▪▫▪▪▪▪▫▪▫▪▪▪▫▪▪▪▫▪▪▪▪▫▪▫▪▪▪▫▪▪▫▪▪▪▫▪▪▫▪▪▪▪▫▪▫▪▪▪▫▪▪▪▫▪▪▫▪▪▪▪▫▪▪▫▪▪▪▫▪▫▪▪▪▪▫▪▪▫▪▪▪▫▪▪▪▫▪▫▪▪▪▪▫▪▪▪▫▪▪▫▪▪▪▫▪▪▫▪▪▪▫▪▪▪▪▫▪▫▪▪▪▫▪▪▪▫▪▪▪▪▫▪▫▪▪ [17,279,93,306]
text-block: ▪▫▪▪▫▪▪▪▫▪▪▫▪▪▪▪▫▪▫▪▪▪▫▪▪▪▫▪▪▫▪▪▪▪▫▪▪▫▪▪▪▫▪▫▪▪▪▪▫▪▪▫▪▪▪▫▪▪▪▫▪▫▪▪▪▪▫▪▪▪▫▪▪▫▪▪▪▫▪▪▫▪▪▪▫▪▪▪▪▫▪▫▪▪▪▫▪▪▪▫▪▪▪▪▫▪▫▪▪▪▫▪▪▫▪▪▪▫▪▪▫▪▪▪▪▫▪▫▪▪▪▫▪▪▪▫▪▪▫▪▪▪▪▫▪▪▫▪▪▪▫▪▫▪▪▪▪▫▪▪▫▪▪▪▫▪▪▪▫▪▫▪▪▪▪▫▪▪▪▫▪▪▫▪▪▪▫▪▪▫▪▪▪▫▪▪▪▪▫▪▫▪▪▪▫▪▪▪▫▪▪▪▪▫▪▫▪▪▪▫▪▪▫▪▪▪▫▪▪▫▪▪▪▪▫▪▫▪▪▪▫▪▪▪▫▪▪▫▪▪▪▪▫▪▪▫▪▪▪▫▪▫▪▪▪▪▫▪▪▫▪▪▪▫▪▪▪▫▪▫▪▪▪▪▫▪▪▪▫▪▪▫▪▪▪▫▪▪▫▪▪▪▫▪▪▪▪▫▪▫▪▪▪▫▪▪▪▫▪▪▪▪▫▪▫▪▪ [336,195,414,219]
column-3 [176,58,252,668]
text-block: ▪▫▪▪▫▪▪▪▫▪▪▫▪▪▪▪▫▪▫▪▪▪▫▪▪▪▫▪▪▫▪▪▪▪▫▪▪▫▪▪▪▫▪▫▪▪▪▪▫▪▪▫▪▪▪▫▪▪▪▫▪▫▪▪▪▪▫▪▪▪▫▪▪▫▪▪▪▫▪▪▫▪▪▪▫▪▪▪▪▫▪▫▪▪▪▫▪▪▪▫▪▪▪▪▫▪▫▪▪▪▫▪▪▫▪▪▪▫▪▪▫▪▪▪▪▫▪▫▪▪▪▫▪▪▪▫▪▪▫▪▪▪▪▫▪▪▫▪▪▪▫▪▫▪▪▪▪▫▪▪▫▪▪▪▫▪▪▪▫▪▫▪▪▪▪▫▪▪▪▫▪▪▫▪▪▪▫▪▪▫▪▪▪▫▪▪▪▪▫▪▫▪▪▪▫▪▪▪▫▪▪▪▪▫▪▫▪▪▪▫▪▪▫▪▪▪▫▪▪▫▪▪▪▪▫▪▫▪▪▪▫▪▪▪▫▪▪▫▪▪▪▪▫▪▪▫▪▪▪▫▪▫▪▪▪▪▫▪▪▫▪▪▪▫▪▪▪▫▪▫▪▪▪▪▫▪▪▪▫▪▪▫▪▪▪▫▪▪▫▪▪▪▫▪▪▪▪▫▪▫▪▪▪▫▪▪▪▫▪▪▪▪▫▪▫▪▪▪▫▪▪▫▪▪▪▫▪▪▫▪▪▪▪▫▪▫▪▪▪▫▪▪▪▫▪▪▫▪▪▪▪▫▪▪▫▪▪▪▫▪▫▪▪▪▪▫▪▪▫▪▪▪▫▪▪▪▫▪▫▪▪▪▪▫▪▪▪▫▪▪▫▪▪▪▫▪▪▫▪▪▪▫▪▪▪▪▫▪▫▪▪▪▫▪▪▪▫▪▪▪▪▫▪▫▪▪▪▫▪▪▫▪▪▪▫▪▪▫▪▪▪▪▫▪▫▪▪▪▫▪▪▪▫▪▪▫▪▪▪▪▫▪▪▫▪▪▪▫▪▫▪▪▪▪▫▪▪▫▪▪▪▫▪▪▪▫▪▫▪▪▪▪▫▪▪▪▫▪▪▫▪▪▪▫▪▪▫▪▪▪▫▪▪▪▪▫▪▫▪▪▪▫▪▪▪▫▪▪▪▪▫▪▫▪▪ [176,369,252,409]
text-block: ▪▫▪▪▫▪▪▪▫▪▪▫▪▪▪▪▫▪▫▪▪▪▫▪▪▪▫▪▪▫▪▪▪▪▫▪▪▫▪▪▪▫▪▫▪▪▪▪▫▪▪▫▪▪▪▫▪▪▪▫▪▫▪▪▪▪▫▪▪▪▫▪▪▫▪▪▪▫▪▪▫▪▪▪▫▪▪▪▪▫▪▫▪▪▪▫▪▪▪▫▪▪▪▪▫▪▫▪▪ [256,339,332,350]
text-block: ▪▫▪▪▫▪▪▪▫▪▪▫▪▪▪▪▫▪▫▪▪▪▫▪▪▪▫▪▪▫▪▪▪▪▫▪▪▫▪▪▪▫▪▫▪▪▪▪▫▪▪▫▪▪▪▫▪▪▪▫▪▫▪▪▪▪▫▪▪▪▫▪▪▫▪▪▪▫▪▪▫▪▪▪▫▪▪▪▪▫▪▫▪▪▪▫▪▪▪▫▪▪▪▪▫▪▫▪▪▪▫▪▪▫▪▪▪▫▪▪▫▪▪▪▪▫▪▫▪▪▪▫▪▪▪▫▪▪▫▪▪▪▪▫▪▪▫▪▪▪▫▪▫▪▪▪▪▫▪▪▫▪▪▪▫▪▪▪▫▪▫▪▪▪▪▫▪▪▪▫▪▪▫▪▪▪▫▪▪▫▪▪▪▫▪▪▪▪▫▪▫▪▪▪▫▪▪▪▫▪▪▪▪▫▪▫▪▪▪▫▪▪▫▪▪▪▫▪▪▫▪▪▪▪▫▪▫▪▪▪▫▪▪▪▫▪▪▫▪▪▪▪▫▪▪▫▪▪▪▫▪▫▪▪▪▪▫▪▪▫▪▪▪▫▪▪▪▫▪▫▪▪▪▪▫▪▪▪▫▪▪▫▪▪▪▫▪▪▫▪▪▪▫▪▪▪▪▫▪▫▪▪▪▫▪▪▪▫▪▪▪▪▫▪▫▪▪ [256,389,332,416]
mini-pie-chart [266,259,278,271]
mini-bar-chart [262,293,332,309]
text-block: ▪▫▪▪▫▪▪▪▫▪▪▫▪▪▪▪▫▪▫▪▪▪▫▪▪▪▫▪▪▫▪▪▪▪▫▪▪▫▪▪▪▫▪▫▪▪▪▪▫▪▪▫▪▪▪▫▪▪▪▫▪▫▪▪▪▪▫▪▪▪▫▪▪▫▪▪▪▫▪▪▫▪▪▪▫▪▪▪▪▫▪▫▪▪▪▫▪▪▪▫▪▪▪▪▫▪▫▪▪▪▫▪▪▫▪▪▪▫▪▪▫▪▪▪▪▫▪▫▪▪▪▫▪▪▪▫▪▪▫▪▪▪▪▫▪▪▫▪▪▪▫▪▫▪▪▪▪▫▪▪▫▪▪▪▫▪▪▪▫▪▫▪▪▪▪▫▪▪▪▫▪▪▫▪▪▪▫▪▪▫▪▪▪▫▪▪▪▪▫▪▫▪▪▪▫▪▪▪▫▪▪▪▪▫▪▫▪▪ [96,238,172,256]
text-block: ▪▫▪▪▫▪▪▪▫▪▪▫▪▪▪▪▫▪▫▪▪▪▫▪▪▪▫▪▪▫▪▪▪▪▫▪▪▫▪▪▪▫▪▫▪▪▪▪▫▪▪▫▪▪▪▫▪▪▪▫▪▫▪▪▪▪▫▪▪▪▫▪▪▫▪▪▪▫▪▪▫▪▪▪▫▪▪▪▪▫▪▫▪▪▪▫▪▪▪▫▪▪▪▪▫▪▫▪▪▪▫▪▪▫▪▪▪▫▪▪▫▪▪▪▪▫▪▫▪▪▪▫▪▪▪▫▪▪▫▪▪▪▪▫▪▪▫▪▪▪▫▪▫▪▪▪▪▫▪▪▫▪▪▪▫▪▪▪▫▪▫▪▪▪▪▫▪▪▪▫▪▪▫▪▪▪▫▪▪▫▪▪▪▫▪▪▪▪▫▪▫▪▪▪▫▪▪▪▫▪▪▪▪▫▪▫▪▪ [96,58,172,75]
text-block: ▪▫▪▪▫▪▪▪▫▪▪▫▪▪▪▪▫▪▫▪▪▪▫▪▪▪▫▪▪▫▪▪▪▪▫▪▪▫▪▪▪▫▪▫▪▪▪▪▫▪▪▫▪▪▪▫▪▪▪▫▪▫▪▪▪▪▫▪▪▪▫▪▪▫▪▪▪▫▪▪▫▪▪▪▫▪▪▪▪▫▪▫▪▪▪▫▪▪▪▫▪▪▪▪▫▪▫▪▪▪▫▪▪▫▪▪▪▫▪▪▫▪▪▪▪▫▪▫▪▪▪▫▪▪▪▫▪▪▫▪▪▪▪▫▪▪▫▪▪▪▫▪▫▪▪▪▪▫▪▪▫▪▪▪▫▪▪▪▫▪▫▪▪▪▪▫▪▪▪▫▪▪▫▪▪▪▫▪▪▫▪▪▪▫▪▪▪▪▫▪▫▪▪▪▫▪▪▪▫▪▪▪▪▫▪▫▪▪▪▫▪▪▫▪▪▪▫▪▪▫▪▪▪▪▫▪▫▪▪▪▫▪▪▪▫▪▪▫▪▪▪▪▫▪▪▫▪▪▪▫▪▫▪▪▪▪▫▪▪▫▪▪▪▫▪▪▪▫▪▫▪▪▪▪▫▪▪▪▫▪▪▫▪▪▪▫▪▪▫▪▪▪▫▪▪▪▪▫▪▫▪▪▪▫▪▪▪▫▪▪▪▪▫▪▫▪▪▪▫▪▪▫▪▪▪▫▪▪▫▪▪▪▪▫▪▫▪▪▪▫▪▪▪▫▪▪▫▪▪▪▪▫▪▪▫▪▪▪▫▪▫▪▪▪▪▫▪▪▫▪▪▪▫▪▪▪▫▪▫▪▪▪▪▫▪▪▪▫▪▪▫▪▪▪▫▪▪▫▪▪▪▫▪▪▪▪▫▪▫▪▪▪▫▪▪▪▫▪▪▪▪▫▪▫▪▪▪▫▪▪▫▪▪▪▫▪▪▫▪▪▪▪▫▪▫▪▪▪▫▪▪▪▫▪▪▫▪▪▪▪▫▪▪▫▪▪▪▫▪▫▪▪▪▪▫▪▪▫▪▪▪▫▪▪▪▫▪▫▪▪▪▪▫▪▪▪▫▪▪▫▪▪▪▫▪▪▫▪▪▪▫▪▪▪▪▫▪▫▪▪▪▫▪▪▪▫▪▪▪▪▫▪▫▪▪ [176,177,252,217]
text-block: ▪▫▪▪▫▪▪▪▫▪▪▫▪▪▪▪▫▪▫▪▪▪▫▪▪▪▫▪▪▫▪▪▪▪▫▪▪▫▪▪▪▫▪▫▪▪▪▪▫▪▪▫▪▪▪▫▪▪▪▫▪▫▪▪▪▪▫▪▪▪▫▪▪▫▪▪▪▫▪▪▫▪▪▪▫▪▪▪▪▫▪▫▪▪▪▫▪▪▪▫▪▪▪▪▫▪▫▪▪ [176,58,252,68]
text-block: ▪▫▪▪▫▪▪▪▫▪▪▫▪▪▪▪▫▪▫▪▪▪▫▪▪▪▫▪▪▫▪▪▪▪▫▪▪▫▪▪▪▫▪▫▪▪▪▪▫▪▪▫▪▪▪▫▪▪▪▫▪▫▪▪▪▪▫▪▪▪▫▪▪▫▪▪▪▫▪▪▫▪▪▪▫▪▪▪▪▫▪▫▪▪▪▫▪▪▪▫▪▪▪▪▫▪▫▪▪▪▫▪▪▫▪▪▪▫▪▪▫▪▪▪▪▫▪▫▪▪▪▫▪▪▪▫▪▪▫▪▪▪▪▫▪▪▫▪▪▪▫▪▫▪▪▪▪▫▪▪▫▪▪▪▫▪▪▪▫▪▫▪▪▪▪▫▪▪▪▫▪▪▫▪▪▪▫▪▪▫▪▪▪▫▪▪▪▪▫▪▫▪▪▪▫▪▪▪▫▪▪▪▪▫▪▫▪▪▪▫▪▪▫▪▪▪▫▪▪▫▪▪▪▪▫▪▫▪▪▪▫▪▪▪▫▪▪▫▪▪▪▪▫▪▪▫▪▪▪▫▪▫▪▪▪▪▫▪▪▫▪▪▪▫▪▪▪▫▪▫▪▪▪▪▫▪▪▪▫▪▪▫▪▪▪▫▪▪▫▪▪▪▫▪▪▪▪▫▪▫▪▪▪▫▪▪▪▫▪▪▪▪▫▪▫▪▪▪▫▪▪▫▪▪▪▫▪▪▫▪▪▪▪▫▪▫▪▪▪▫▪▪▪▫▪▪▫▪▪▪▪▫▪▪▫▪▪▪▫▪▫▪▪▪▪▫▪▪▫▪▪▪▫▪▪▪▫▪▫▪▪▪▪▫▪▪▪▫▪▪▫▪▪▪▫▪▪▫▪▪▪▫▪▪▪▪▫▪▫▪▪▪▫▪▪▪▫▪▪▪▪▫▪▫▪▪ [17,151,93,184]
mini-pie-chart [266,375,278,387]
mini-bar-chart [262,323,332,339]
text-block: ▪▫▪▪▫▪▪▪▫▪▪▫▪▪▪▪▫▪▫▪▪▪▫▪▪▪▫▪▪▫▪▪▪▪▫▪▪▫▪▪▪▫▪▫▪▪▪▪▫▪▪▫▪▪▪▫▪▪▪▫▪▫▪▪▪▪▫▪▪▪▫▪▪▫▪▪▪▫▪▪▫▪▪▪▫▪▪▪▪▫▪▫▪▪▪▫▪▪▪▫▪▪▪▪▫▪▫▪▪▪▫▪▪▫▪▪▪▫▪▪▫▪▪▪▪▫▪▫▪▪▪▫▪▪▪▫▪▪▫▪▪▪▪▫▪▪▫▪▪▪▫▪▫▪▪▪▪▫▪▪▫▪▪▪▫▪▪▪▫▪▫▪▪▪▪▫▪▪▪▫▪▪▫▪▪▪▫▪▪▫▪▪▪▫▪▪▪▪▫▪▫▪▪▪▫▪▪▪▫▪▪▪▪▫▪▫▪▪▪▫▪▪▫▪▪▪▫▪▪▫▪▪▪▪▫▪▫▪▪▪▫▪▪▪▫▪▪▫▪▪▪▪▫▪▪▫▪▪▪▫▪▫▪▪▪▪▫▪▪▫▪▪▪▫▪▪▪▫▪▫▪▪▪▪▫▪▪▪▫▪▪▫▪▪▪▫▪▪▫▪▪▪▫▪▪▪▪▫▪▫▪▪▪▫▪▪▪▫▪▪▪▪▫▪▫▪▪▪▫▪▪▫▪▪▪▫▪▪▫▪▪▪▪▫▪▫▪▪▪▫▪▪▪▫▪▪▫▪▪▪▪▫▪▪▫▪▪▪▫▪▫▪▪▪▪▫▪▪▫▪▪▪▫▪▪▪▫▪▫▪▪▪▪▫▪▪▪▫▪▪▫▪▪▪▫▪▪▫▪▪▪▫▪▪▪▪▫▪▫▪▪▪▫▪▪▪▫▪▪▪▪▫▪▫▪▪ [17,348,93,382]
text-block: ▪▫▪▪▫▪▪▪▫▪▪▫▪▪▪▪▫▪▫▪▪▪▫▪▪▪▫▪▪▫▪▪▪▪▫▪▪▫▪▪▪▫▪▫▪▪▪▪▫▪▪▫▪▪▪▫▪▪▪▫▪▫▪▪▪▪▫▪▪▪▫▪▪▫▪▪▪▫▪▪▫▪▪▪▫▪▪▪▪▫▪▫▪▪▪▫▪▪▪▫▪▪▪▪▫▪▫▪▪▪▫▪▪▫▪▪▪▫▪▪▫▪▪▪▪▫▪▫▪▪▪▫▪▪▪▫▪▪▫▪▪▪▪▫▪▪▫▪▪▪▫▪▫▪▪▪▪▫▪▪▫▪▪▪▫▪▪▪▫▪▫▪▪▪▪▫▪▪▪▫▪▪▫▪▪▪▫▪▪▫▪▪▪▫▪▪▪▪▫▪▫▪▪▪▫▪▪▪▫▪▪▪▪▫▪▫▪▪▪▫▪▪▫▪▪▪▫▪▪▫▪▪▪▪▫▪▫▪▪▪▫▪▪▪▫▪▪▫▪▪▪▪▫▪▪▫▪▪▪▫▪▫▪▪▪▪▫▪▪▫▪▪▪▫▪▪▪▫▪▫▪▪▪▪▫▪▪▪▫▪▪▫▪▪▪▫▪▪▫▪▪▪▫▪▪▪▪▫▪▫▪▪▪▫▪▪▪▫▪▪▪▪▫▪▫▪▪▪▫▪▪▫▪▪▪▫▪▪▫▪▪▪▪▫▪▫▪▪▪▫▪▪▪▫▪▪▫▪▪▪▪▫▪▪▫▪▪▪▫▪▫▪▪▪▪▫▪▪▫▪▪▪▫▪▪▪▫▪▫▪▪▪▪▫▪▪▪▫▪▪▫▪▪▪▫▪▪▫▪▪▪▫▪▪▪▪▫▪▫▪▪▪▫▪▪▪▫▪▪▪▪▫▪▫▪▪ [336,675,414,708]
text-block: ▪▫▪▪▫▪▪▪▫▪▪▫▪▪▪▪▫▪▫▪▪▪▫▪▪▪▫▪▪▫▪▪▪▪▫▪▪▫▪▪▪▫▪▫▪▪▪▪▫▪▪▫▪▪▪▫▪▪▪▫▪▫▪▪▪▪▫▪▪▪▫▪▪▫▪▪▪▫▪▪▫▪▪▪▫▪▪▪▪▫▪▫▪▪▪▫▪▪▪▫▪▪▪▪▫▪▫▪▪▪▫▪▪▫▪▪▪▫▪▪▫▪▪▪▪▫▪▫▪▪▪▫▪▪▪▫▪▪▫▪▪▪▪▫▪▪▫▪▪▪▫▪▫▪▪▪▪▫▪▪▫▪▪▪▫▪▪▪▫▪▫▪▪▪▪▫▪▪▪▫▪▪▫▪▪▪▫▪▪▫▪▪▪▫▪▪▪▪▫▪▫▪▪▪▫▪▪▪▫▪▪▪▪▫▪▫▪▪ [256,144,332,162]
text-block: ▪▫▪▪▫▪▪▪▫▪▪▫▪▪▪▪▫▪▫▪▪▪▫▪▪▪▫▪▪▫▪▪▪▪▫▪▪▫▪▪▪▫▪▫▪▪▪▪▫▪▪▫▪▪▪▫▪▪▪▫▪▫▪▪▪▪▫▪▪▪▫▪▪▫▪▪▪▫▪▪▫▪▪▪▫▪▪▪▪▫▪▫▪▪▪▫▪▪▪▫▪▪▪▪▫▪▫▪▪▪▫▪▪▫▪▪▪▫▪▪▫▪▪▪▪▫▪▫▪▪▪▫▪▪▪▫▪▪▫▪▪▪▪▫▪▪▫▪▪▪▫▪▫▪▪▪▪▫▪▪▫▪▪▪▫▪▪▪▫▪▫▪▪▪▪▫▪▪▪▫▪▪▫▪▪▪▫▪▪▫▪▪▪▫▪▪▪▪▫▪▫▪▪▪▫▪▪▪▫▪▪▪▪▫▪▫▪▪▪▫▪▪▫▪▪▪▫▪▪▫▪▪▪▪▫▪▫▪▪▪▫▪▪▪▫▪▪▫▪▪▪▪▫▪▪▫▪▪▪▫▪▫▪▪▪▪▫▪▪▫▪▪▪▫▪▪▪▫▪▫▪▪▪▪▫▪▪▪▫▪▪▫▪▪▪▫▪▪▫▪▪▪▫▪▪▪▪▫▪▫▪▪▪▫▪▪▪▫▪▪▪▪▫▪▫▪▪▪▫▪▪▫▪▪▪▫▪▪▫▪▪▪▪▫▪▫▪▪▪▫▪▪▪▫▪▪▫▪▪▪▪▫▪▪▫▪▪▪▫▪▫▪▪▪▪▫▪▪▫▪▪▪▫▪▪▪▫▪▫▪▪▪▪▫▪▪▪▫▪▪▫▪▪▪▫▪▪▫▪▪▪▫▪▪▪▪▫▪▫▪▪▪▫▪▪▪▫▪▪▪▪▫▪▫▪▪ [336,550,414,584]
text-block: ▪▫▪▪▫▪▪▪▫▪▪▫▪▪▪▪▫▪▫▪▪▪▫▪▪▪▫▪▪▫▪▪▪▪▫▪▪▫▪▪▪▫▪▫▪▪▪▪▫▪▪▫▪▪▪▫▪▪▪▫▪▫▪▪▪▪▫▪▪▪▫▪▪▫▪▪▪▫▪▪▫▪▪▪▫▪▪▪▪▫▪▫▪▪▪▫▪▪▪▫▪▪▪▪▫▪▫▪▪▪▫▪▪▫▪▪▪▫▪▪▫▪▪▪▪▫▪▫▪▪▪▫▪▪▪▫▪▪▫▪▪▪▪▫▪▪▫▪▪▪▫▪▫▪▪▪▪▫▪▪▫▪▪▪▫▪▪▪▫▪▫▪▪▪▪▫▪▪▪▫▪▪▫▪▪▪▫▪▪▫▪▪▪▫▪▪▪▪▫▪▫▪▪▪▫▪▪▪▫▪▪▪▪▫▪▫▪▪▪▫▪▪▫▪▪▪▫▪▪▫▪▪▪▪▫▪▫▪▪▪▫▪▪▪▫▪▪▫▪▪▪▪▫▪▪▫▪▪▪▫▪▫▪▪▪▪▫▪▪▫▪▪▪▫▪▪▪▫▪▫▪▪▪▪▫▪▪▪▫▪▪▫▪▪▪▫▪▪▫▪▪▪▫▪▪▪▪▫▪▫▪▪▪▫▪▪▪▫▪▪▪▪▫▪▫▪▪▪▫▪▪▫▪▪▪▫▪▪▫▪▪▪▪▫▪▫▪▪▪▫▪▪▪▫▪▪▫▪▪▪▪▫▪▪▫▪▪▪▫▪▫▪▪▪▪▫▪▪▫▪▪▪▫▪▪▪▫▪▫▪▪▪▪▫▪▪▪▫▪▪▫▪▪▪▫▪▪▫▪▪▪▫▪▪▪▪▫▪▫▪▪▪▫▪▪▪▫▪▪▪▪▫▪▫▪▪ [336,299,414,332]
data-table [96,76,172,113]
mini-bar-chart [262,87,332,107]
text-block: ▪▫▪▪▫▪▪▪▫▪▪▫▪▪▪▪▫▪▫▪▪▪▫▪▪▪▫▪▪▫▪▪▪▪▫▪▪▫▪▪▪▫▪▫▪▪▪▪▫▪▪▫▪▪▪▫▪▪▪▫▪▫▪▪▪▪▫▪▪▪▫▪▪▫▪▪▪▫▪▪▫▪▪▪▫▪▪▪▪▫▪▫▪▪▪▫▪▪▪▫▪▪▪▪▫▪▫▪▪ [256,197,332,207]
data-table [17,516,93,616]
column-5 [336,58,414,708]
text-block: ▪▫▪▪▫▪▪▪▫▪▪▫▪▪▪▪▫▪▫▪▪▪▫▪▪▪▫▪▪▫▪▪▪▪▫▪▪▫▪▪▪▫▪▫▪▪▪▪▫▪▪▫▪▪▪▫▪▪▪▫▪▫▪▪▪▪▫▪▪▪▫▪▪▫▪▪▪▫▪▪▫▪▪▪▫▪▪▪▪▫▪▫▪▪▪▫▪▪▪▫▪▪▪▪▫▪▫▪▪▪▫▪▪▫▪▪▪▫▪▪▫▪▪▪▪▫▪▫▪▪▪▫▪▪▪▫▪▪▫▪▪▪▪▫▪▪▫▪▪▪▫▪▫▪▪▪▪▫▪▪▫▪▪▪▫▪▪▪▫▪▫▪▪▪▪▫▪▪▪▫▪▪▫▪▪▪▫▪▪▫▪▪▪▫▪▪▪▪▫▪▫▪▪▪▫▪▪▪▫▪▪▪▪▫▪▫▪▪ [17,434,93,451]
text-block: ▪▫▪▪▫▪▪▪▫▪▪▫▪▪▪▪▫▪▫▪▪▪▫▪▪▪▫▪▪▫▪▪▪▪▫▪▪▫▪▪▪▫▪▫▪▪▪▪▫▪▪▫▪▪▪▫▪▪▪▫▪▫▪▪▪▪▫▪▪▪▫▪▪▫▪▪▪▫▪▪▫▪▪▪▫▪▪▪▪▫▪▫▪▪▪▫▪▪▪▫▪▪▪▪▫▪▫▪▪▪▫▪▪▫▪▪▪▫▪▪▫▪▪▪▪▫▪▫▪▪▪▫▪▪▪▫▪▪▫▪▪▪▪▫▪▪▫▪▪▪▫▪▫▪▪▪▪▫▪▪▫▪▪▪▫▪▪▪▫▪▫▪▪▪▪▫▪▪▪▫▪▪▫▪▪▪▫▪▪▫▪▪▪▫▪▪▪▪▫▪▫▪▪▪▫▪▪▪▫▪▪▪▪▫▪▫▪▪▪▫▪▪▫▪▪▪▫▪▪▫▪▪▪▪▫▪▫▪▪▪▫▪▪▪▫▪▪▫▪▪▪▪▫▪▪▫▪▪▪▫▪▫▪▪▪▪▫▪▪▫▪▪▪▫▪▪▪▫▪▫▪▪▪▪▫▪▪▪▫▪▪▫▪▪▪▫▪▪▫▪▪▪▫▪▪▪▪▫▪▫▪▪▪▫▪▪▪▫▪▪▪▪▫▪▫▪▪▪▫▪▪▫▪▪▪▫▪▪▫▪▪▪▪▫▪▫▪▪▪▫▪▪▪▫▪▪▫▪▪▪▪▫▪▪▫▪▪▪▫▪▫▪▪▪▪▫▪▪▫▪▪▪▫▪▪▪▫▪▫▪▪▪▪▫▪▪▪▫▪▪▫▪▪▪▫▪▪▫▪▪▪▫▪▪▪▪▫▪▫▪▪▪▫▪▪▪▫▪▪▪▪▫▪▫▪▪▪▫▪▪▫▪▪▪▫▪▪▫▪▪▪▪▫▪▫▪▪▪▫▪▪▪▫▪▪▫▪▪▪▪▫▪▪▫▪▪▪▫▪▫▪▪▪▪▫▪▪▫▪▪▪▫▪▪▪▫▪▫▪▪▪▪▫▪▪▪▫▪▪▫▪▪▪▫▪▪▫▪▪▪▫▪▪▪▪▫▪▫▪▪▪▫▪▪▪▫▪▪▪▪▫▪▫▪▪▪▫▪▪▫▪▪▪▫▪▪▫▪▪▪▪▫▪▫▪▪▪▫▪▪▪▫▪▪▫▪▪▪▪▫▪▪▫▪▪▪▫▪▫▪▪▪▪▫▪▪▫▪▪▪▫▪▪▪▫▪▫▪▪▪▪▫▪▪▪▫▪▪▫▪▪▪▫▪▪▫▪▪▪▫▪▪▪▪▫▪▫▪▪▪▫▪▪▪▫▪▪▪▪▫▪▫▪▪ [17,58,93,108]
